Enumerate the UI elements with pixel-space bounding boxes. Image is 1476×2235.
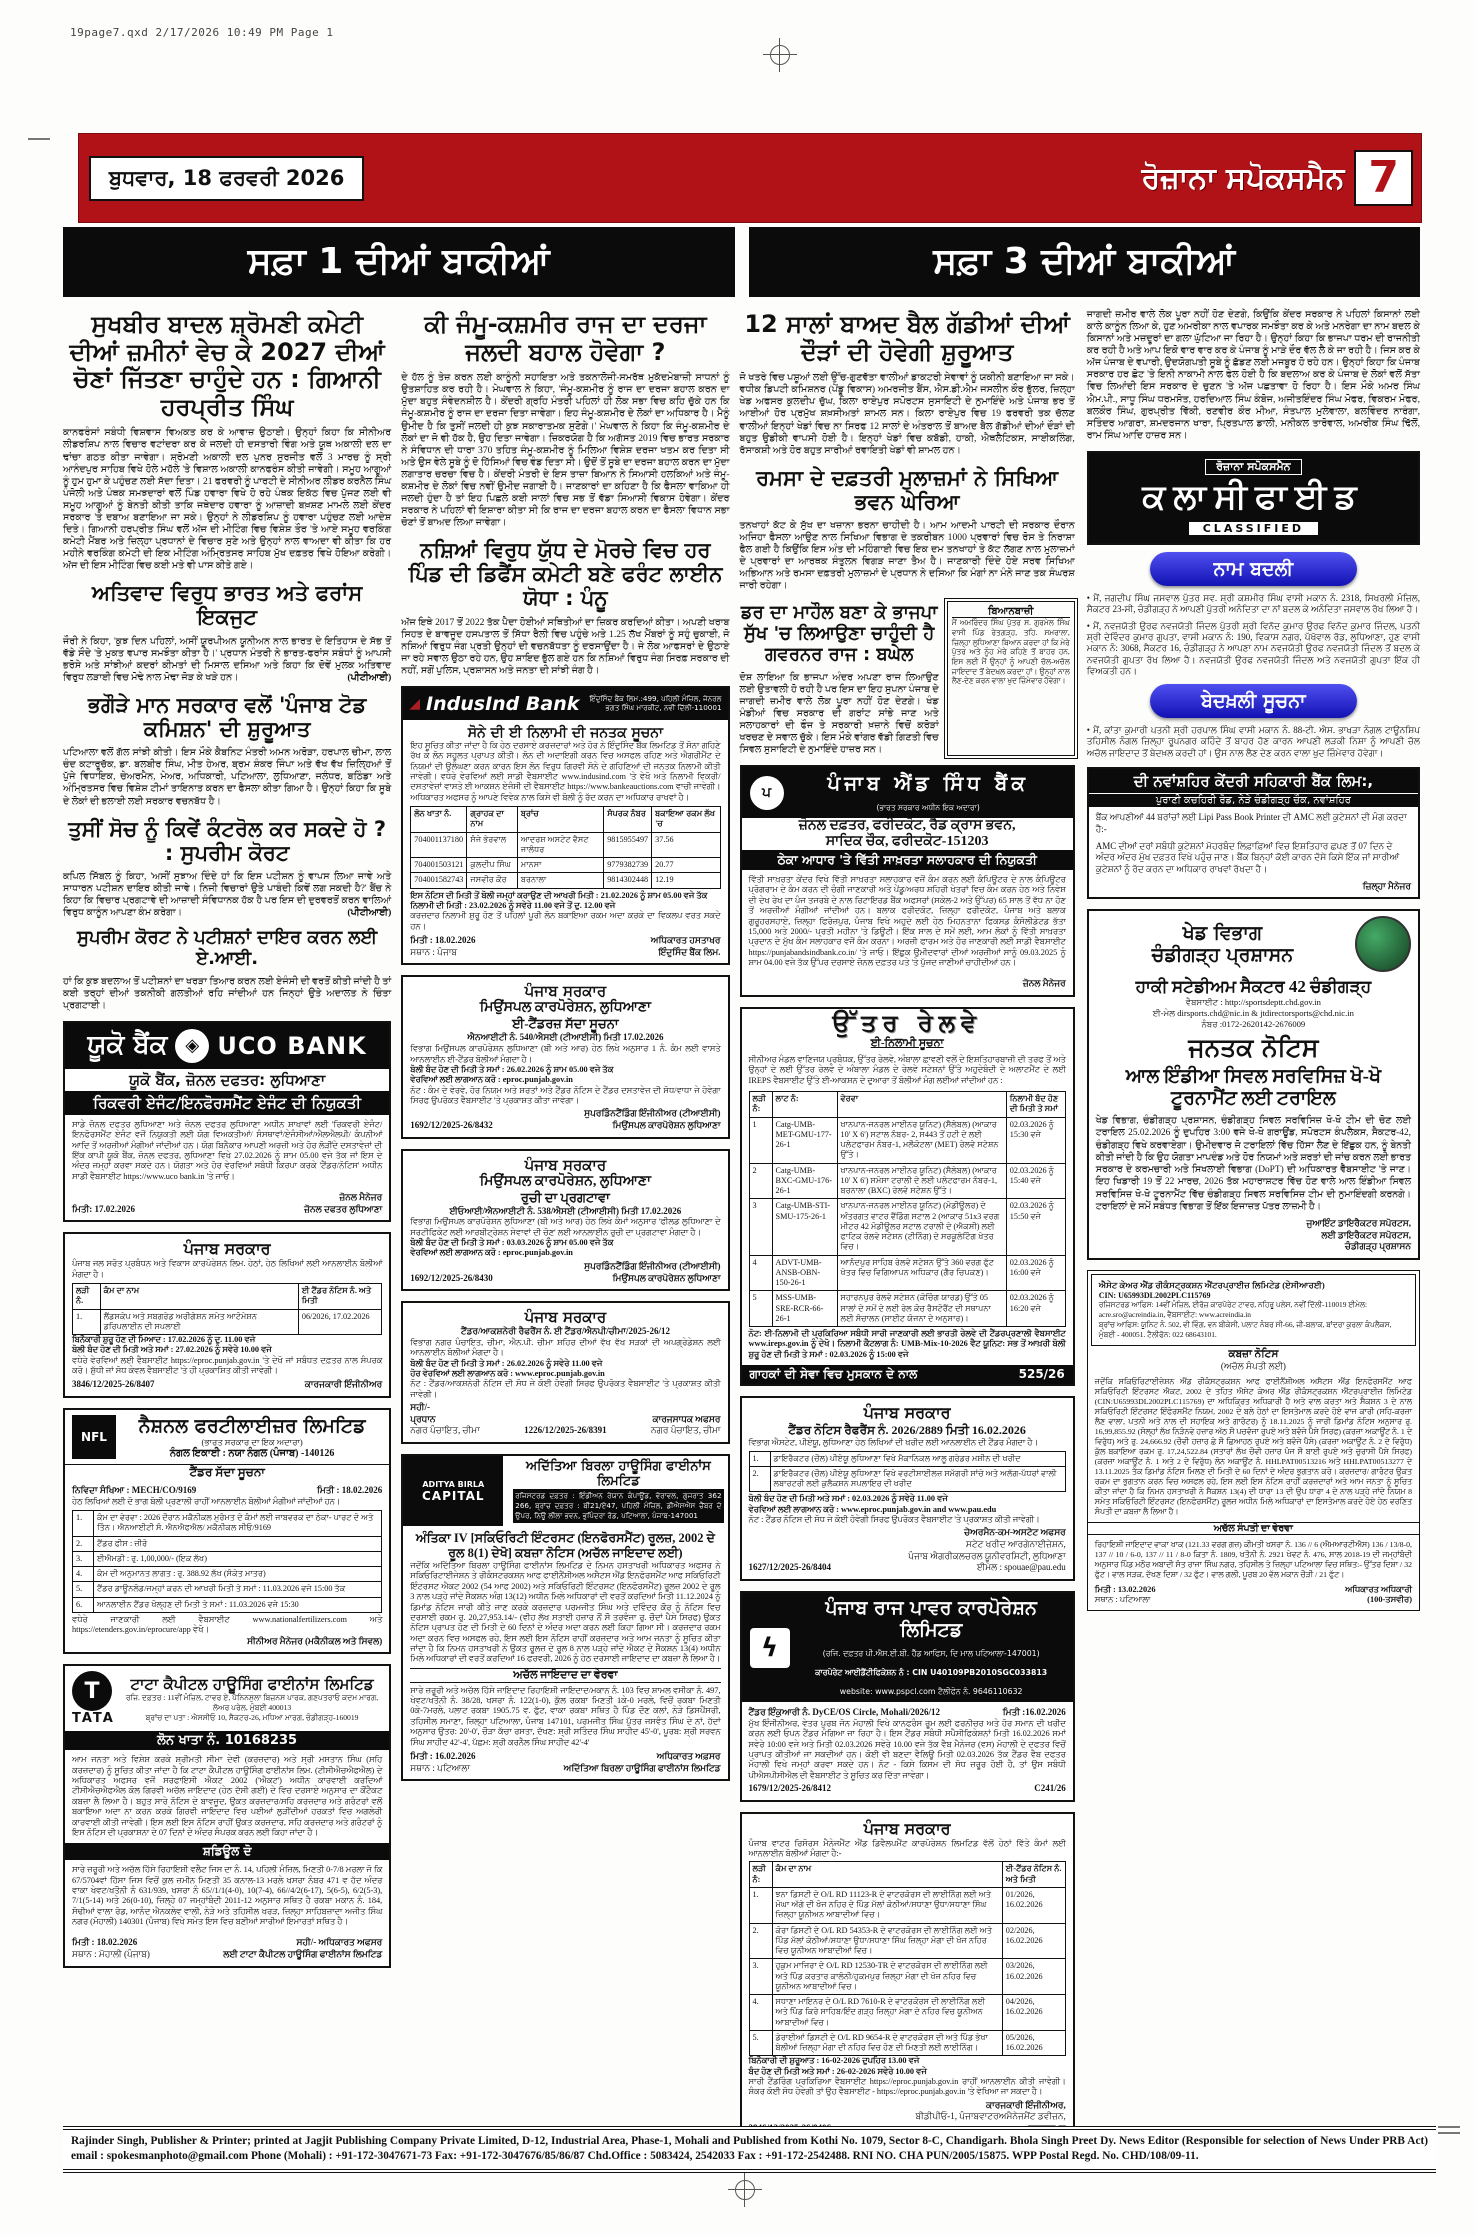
nfl-web-line: ਵਧੇਰੇ ਜਾਣਕਾਰੀ ਲਈ ਵੈਬਸਾਈਟ www.nationalfertilizers.com ਅਤੇ https://etenders.gov.in/eprocure/app ਵੇਖੋ। [72, 1614, 383, 1635]
psb-ad-title: ਠੇਕਾ ਆਧਾਰ 'ਤੇ ਵਿੱਤੀ ਸਾਖ਼ਰਤਾ ਸਲਾਹਕਾਰ ਦੀ ਨਿਯੁਕਤੀ [742, 850, 1073, 870]
sports-admin-name: ਚੰਡੀਗੜ੍ਹ ਪ੍ਰਸ਼ਾਸਨ [1151, 944, 1294, 967]
pspcl-logo-icon: ϟ [750, 1628, 790, 1668]
tender-table [72, 1283, 382, 1335]
tata-logo-icon: T TATA [72, 1671, 115, 1726]
tender-line: ਸਾਰੀ ਟੈਂਡਰਿੰਗ ਪ੍ਰਕਿਰਿਆ ਵੈਬਸਾਈਟ https://eproc.punjab.gov.in ਰਾਹੀਂ ਆਨਲਾਈਨ ਕੀਤੀ ਜਾਵੇਗੀ। ਸ਼ੰਕਰ ਕੋਈ ਸੋਧ ਹੋਵੇਗੀ ਤਾਂ ਉਹ ਵੈਬਸਾਈਟ - https://eproc.punjab.gov.in 'ਤੇ ਵੇਖਿਆ ਜਾ ਸਕਦਾ ਹੈ। [748, 2077, 1066, 2097]
acre-name: ਐਸੇਟ ਕੇਅਰ ਐਂਡ ਰੀਕੰਸਟ੍ਰਕਸ਼ਨ ਐਂਟਰਪ੍ਰਾਈਜ਼ ਲਿਮਿਟੇਡ (ਏਸੀਆਰਈ) [1098, 1280, 1325, 1291]
classified-brand-chip: ਰੋਜ਼ਾਨਾ ਸਪੋਕਸਮੈਨ [1205, 459, 1301, 475]
dept-title: ਮਿਉਂਸਪਲ ਕਾਰਪੋਰੇਸ਼ਨ, ਲੁਧਿਆਣਾ [479, 1173, 652, 1189]
classified-item: • ਮੈਂ, ਕਾਂਤਾ ਕੁਮਾਰੀ ਪਤਨੀ ਸ਼੍ਰੀ ਹਰਪਾਲ ਸਿੰਘ ਵਾਸੀ ਮਕਾਨ ਨੰ. 88-ਟੀ. ਐਸ. ਭਾਖੜਾ ਨੰਗਲ ਟਾਊਨਸ਼ਿਪ ਤਹਿਸੀਲ ਨੰਗਲ ਜ਼ਿਲ੍ਹਾ ਰੂਪਨਗਰ ਕਹਿੰਦੇ ਤੋਂ ਬਾਹਰ ਹੋਣ ਕਾਰਨ ਆਪਣੀ ਲੜਕੀ ਨਿਸ਼ਾ ਨੂੰ ਆਪਣੀ ਚੱਲ ਅਚੱਲ ਜਾਇਦਾਦ ਤੋਂ ਬੇਦਖ਼ਲ ਕਰਦੀ ਹਾਂ। ਉਸ ਨਾਲ ਲੈਣ ਦੇਣ ਕਰਨ ਵਾਲਾ ਖੁਦ ਜ਼ਿੰਮੇਵਾਰ ਹੋਵੇਗਾ। [1086, 725, 1421, 758]
page-number: 7 [1354, 150, 1413, 206]
govt-title: ਪੰਜਾਬ ਸਰਕਾਰ [524, 1308, 607, 1327]
article [63, 928, 391, 1012]
notice-ref: 1692/12/2025-26/8432 [410, 1120, 493, 1131]
article-headline: ਭਗੌੜੇ ਮਾਨ ਸਰਕਾਰ ਵਲੋਂ 'ਪੰਜਾਬ ਟੋਡ ਕਮਿਸ਼ਨ' ਦੀ ਸ਼ੁਰੂਆਤ [87, 692, 367, 742]
tender-line: ਬੰਦ ਹੋਣ ਦੀ ਮਿਤੀ ਅਤੇ ਸਮਾਂ : 26-02-2026 ਸਵੇਰੇ 10.00 ਵਜੇ [748, 2066, 927, 2076]
column-2 [401, 309, 729, 2121]
notice-ref: 1226/12/2025-26/8391 [524, 1425, 607, 1436]
column-1 [63, 309, 391, 2121]
article [740, 466, 1075, 593]
crop-mark [28, 138, 50, 140]
indusind-signature: ਅਧਿਕਾਰਤ ਹਸਤਾਖਰ ਇੰਦੁਸਿੰਦ ਬੈਂਕ ਲਿਮ. [650, 935, 721, 957]
article-continuation: ਜਾਗਦੀ ਜ਼ਮੀਰ ਵਾਲੇ ਲੋਕ ਪੂਰਾ ਨਹੀਂ ਹੋਣ ਦੇਣਗੇ, ਕਿਉਂਕਿ ਕੇਂਦਰ ਸਰਕਾਰ ਨੇ ਪਹਿਲਾਂ ਕਿਸਾਨਾਂ ਲਈ ਕਾਲੇ ਕਾਨੂੰਨ ਲਿਆ ਕੇ, ਹੁਣ ਅਮਰੀਕਾ ਨਾਲ ਵਪਾਰਕ ਸਮਝੌਤਾ ਕਰ ਕੇ ਅਤੇ ਮਨਰੇਗਾ ਦਾ ਨਾਮ ਬਦਲ ਕੇ ਕਿਸਾਨਾਂ ਅਤੇ ਮਜ਼ਦੂਰਾਂ ਦਾ ਗਲਾ ਘੁੱਟਿਆ ਜਾ ਰਿਹਾ ਹੈ। ਉਨ੍ਹਾਂ ਕਿਹਾ ਕਿ ਭਾਜਪਾ ਧਰਮ ਦੀ ਰਾਜਨੀਤੀ ਕਰ ਰਹੀ ਹੈ ਅਤੇ ਆਪ ਇਕੋ ਵਾਰ ਵਾਰ ਕਰ ਕੇ ਪੰਜਾਬ ਨੂੰ ਮਾੜੇ ਦੌਰ ਵੱਲ ਲੈ ਕੇ ਜਾ ਰਹੀ ਹੈ। ਜਿਸ ਕਰ ਕੇ ਅੱਜ ਪੰਜਾਬ ਦੇ ਵਪਾਰੀ, ਉਦਯੋਗਪਤੀ ਸੂਬੇ ਨੂੰ ਛੱਡਣ ਲਈ ਮਜਬੂਰ ਹੋ ਰਹੇ ਹਨ। ਉਨ੍ਹਾਂ ਕਿਹਾ ਕਿ ਪੰਜਾਬ ਸਰਕਾਰ ਹਰ ਛੋਟ 'ਤੇ ਇਨੀ ਨਾਕਾਮੀ ਨਾਲ ਫੇਲ ਹੋਈ ਹੈ ਕਿ ਬਦਲਾਅ ਕਰ ਕੇ ਪੰਜਾਬ ਦੇ ਲੋਕਾਂ ਵਲੋਂ ਸੱਤਾ ਵਿਚ ਲਿਆਂਦੀ ਇਸ ਸਰਕਾਰ ਦੇ ਚੁਣਨ 'ਤੇ ਅੱਜ ਪਛਤਾਵਾ ਹੋ ਰਿਹਾ ਹੈ। ਇਸ ਮੌਕੇ ਅਮਰ ਸਿੰਘ ਐਮ.ਪੀ., ਸਾਧੂ ਸਿੰਘ ਧਰਮਸੋਤ, ਹਰਦਿਆਲ ਸਿੰਘ ਕੰਬੋਜ, ਅਜੀਤਇੰਦਰ ਸਿੰਘ ਮੋਫਰ, ਵਿਕਰਮ ਮੋਫਰ, ਬਲਕੌਰ ਸਿੰਘ, ਗੁਰਪ੍ਰੀਤ ਵਿੱਕੀ, ਰਣਵੀਰ ਕੌਰ ਮੀਆ, ਸੰਤਪਾਲ ਮੁਲੇਵਾਲਾ, ਬਲਵਿੰਦਰ ਨਾਰੰਗਾ, ਸਤਿੰਦਰ ਆਗਰਾ, ਸ਼ਮਦਰਜਾਨ ਖਾਰਾ, ਪ੍ਰਿਤਪਾਲ ਡਾਲੀ, ਮਨੀਕਲ ਤਾਰੋਵਾਲ, ਅਮਰੀਕ ਸਿੰਘ ਢਿੱਲੋਂ, ਰਾਮ ਸਿੰਘ ਆਦਿ ਹਾਜ਼ਰ ਸਨ। [1086, 309, 1420, 441]
northern-railway-ad [740, 1007, 1075, 1386]
property-description: ਸਾਰੇ ਜ਼ਰੂਰੀ ਅਤੇ ਅਚੱਲ ਹਿੱਸੇ ਜਾਇਦਾਦ ਰਿਹਾਇਸ਼ੀ ਜਾਇਦਾਦ/ਮਕਾਨ ਨੰ. 103 ਵਿਚ ਸ਼ਾਮਲ ਵਸੀਕਾ ਨੰ. 497, ਖੇਵਟ/ਖਤੌਨੀ ਨੰ. 38/28, ਖਸਰਾ ਨੰ. 122(1-0), ਕੁੱਲ ਰਕਬਾ ਮਿਣਤੀ 1ਕੇ-0 ਮਰਲੇ, ਵਿਚੋਂ ਰਕਬਾ ਮਿਣਤੀ 0ਕੇ-7ਮਰਲੇ, ਪਲਾਟ ਰਕਬਾ 1905.75 ਵ. ਫੁੱਟ, ਵਾਕਾ ਰਕਬਾ ਸਥਿਤ ਹੈ ਪਿੰਡ ਦੌਣ ਕਲਾਂ, ਨੇੜੇ ਡਿਸਪੈਂਸਰੀ, ਤਹਿਸੀਲ ਸਮਾਣਾ, ਜ਼ਿਲ੍ਹਾ ਪਟਿਆਲਾ, ਪੰਜਾਬ 147101, ਪਰਮਜੀਤ ਸਿੰਘ ਪੁੱਤਰ ਜਸਵੰਤ ਸਿੰਘ ਦੇ ਨਾਂ, ਹੱਦਾਂ ਅਨੁਸਾਰ ਉਤਰ: 20'-0', ਚੌੜਾ ਕੱਚਾ ਰਸਤਾ, ਦੱਖਣ: ਸ਼੍ਰੀ ਸਤਿੰਦਰ ਸਿੰਘ ਸਾਹੀਦ 45'-0', ਪੂਰਬ: ਸ਼੍ਰੀ ਸਰਵਨ ਸਿੰਘ ਸਾਹੀਦ 42'-4', ਪੱਛਮ: ਸ਼੍ਰੀ ਕਰਨੈਲ ਸਿੰਘ ਸਾਹੀਦ 42'-4' [410, 1685, 721, 1747]
table-row: 704001503121 ਕੁਲਦੀਪ ਸਿੰਘ ਮਾਨਸਾ 9779382739 20.77 [411, 858, 720, 873]
article-headline: ਰਮਸਾ ਦੇ ਦਫ਼ਤਰੀ ਮੁਲਾਜ਼ਮਾਂ ਨੇ ਸਿਖਿਆ ਭਵਨ ਘੇਰਿਆ [756, 465, 1059, 514]
notice-body: ਵਿਭਾਗ ਮਿਉਂਸਪਲ ਕਾਰਪੋਰੇਸ਼ਨ ਲੁਧਿਆਣਾ (ਬੀ ਅਤੇ ਆਰ) ਹੇਠ ਲਿਖੇ ਕੰਮਾਂ ਅਨੁਸਾਰ 'ਫੀਲਡ ਲੁਧਿਆਣਾ ਦੇ ਸਰਟੀਫਿਕੇਟ ਲਈ ਆਰਬੀਟ੍ਰੇਸ਼ਨ ਸੇਵਾਵਾਂ ਦੀ ਚੋਣ' ਲਈ ਆਨਲਾਈਨ ਰੁਚੀ ਦਾ ਪ੍ਰਗਟਾਵਾ ਮੰਗਦਾ ਹੈ। [410, 1217, 721, 1237]
indusind-note: ਨਿਲਾਮੀ ਦੀ ਮਿਤੀ : 23.02.2026 ਨੂੰ ਸਵੇਰੇ 11.00 ਵਜੇ ਤੋਂ ਦੁ. 12.00 ਵਜੇ [410, 901, 616, 911]
pau-tender-ad [740, 1396, 1075, 1581]
tender-intro: ਪੰਜਾਬ ਵਾਟਰ ਰਿਸੋਰਸ ਮੈਨੇਜਮੈਂਟ ਐਂਡ ਡਿਵੈਲਪਮੈਂਟ ਕਾਰਪੋਰੇਸ਼ਨ ਲਿਮਟਿਡ ਵੱਲੋਂ ਹੇਠਾਂ ਵਿੱਤੇ ਕੰਮਾਂ ਲਈ ਆਨਲਾਈਨ ਬੋਲੀਆਂ ਮੰਗਦਾ ਹੈ:- [748, 1838, 1066, 1858]
agency-tag: (ਪੀਟੀਆਈ) [347, 671, 392, 683]
possession-date-place: ਮਿਤੀ : 13.02.2026 ਸਥਾਨ : ਪਟਿਆਲਾ [1094, 1584, 1156, 1604]
nit-no: ਐਨਆਈਟੀ ਨੰ. 540/ਐਸਈ (ਟੀਆਈਸੀ) ਮਿਤੀ 17.02.2026 [467, 1032, 664, 1043]
railway-table [749, 1091, 1066, 1327]
tata-loan-no: ਲੋਨ ਖਾਤਾ ਨੰ. 10168235 [65, 1731, 389, 1750]
nsb-name: ਦੀ ਨਵਾਂਸ਼ਹਿਰ ਕੇਂਦਰੀ ਸਹਿਕਾਰੀ ਬੈਂਕ ਲਿਮ:, [1089, 769, 1418, 793]
agency-tag: (ਪੀਟੀਆਈ) [347, 907, 392, 919]
notice-line: ਵੇਰਵਿਆਂ ਲਈ ਲਾਗਆਨ ਕਰੋ : eproc.punjab.gov.in [410, 1075, 573, 1085]
abhfl-name: ਅਦਿੱਤਿਆ ਬਿਰਲਾ ਹਾਊਸਿੰਗ ਫਾਈਨਾਂਸ ਲਿਮਟਿਡ [526, 1459, 711, 1490]
pspcl-ref: 1679/12/2025-26/8412 [748, 1782, 832, 1793]
nsb-body: AMC ਦੀਆਂ ਦਰਾਂ ਸਬੰਧੀ ਕੁਟੇਸ਼ਨਾਂ ਮੋਹਰਬੰਦ ਲਿਫ਼ਾਫ਼ਿਆਂ ਵਿਚ ਇਸ਼ਤਿਹਾਰ ਛਪਣ ਤੋਂ 07 ਦਿਨ ਦੇ ਅੰਦਰ ਅੰਦਰ ਮੁੱਖ ਦਫ਼ਤਰ ਵਿਖੇ ਪਹੁੰਚ ਜਾਣ। ਬੈਂਕ ਬਿਨ੍ਹਾਂ ਕੋਈ ਕਾਰਨ ਦੱਸੇ ਕਿਸੇ ਇੱਕ ਜਾਂ ਸਾਰੀਆਂ ਕੁਟੇਸ਼ਨਾਂ ਨੂੰ ਰੱਦ ਕਰਨ ਦਾ ਅਧਿਕਾਰ ਰਾਖਵਾਂ ਰੱਖਦਾ ਹੈ। [1095, 840, 1400, 874]
notice-line: ਵੇਰਵਿਆਂ ਲਈ ਲਾਗਆਨ ਕਰੋ : eproc.punjab.gov.in [410, 1248, 573, 1258]
crop-mark [1438, 2126, 1460, 2128]
notice-line: ਬੋਲੀ ਬੰਦ ਹੋਣ ਦੀ ਮਿਤੀ ਤੇ ਸਮਾਂ : 26.02.2026 ਨੂੰ ਸ਼ਾਮ 05.00 ਵਜੇ ਤੱਕ [410, 1064, 614, 1074]
notice-ref: 1692/12/2025-26/8430 [410, 1272, 493, 1283]
govt-title: ਪੰਜਾਬ ਸਰਕਾਰ [524, 1155, 607, 1174]
psb-address: ਸਾਦਿਕ ਚੌਕ, ਫਰੀਦਕੋਟ-151203 [825, 834, 989, 850]
govt-title: ਪੰਜਾਬ ਸਰਕਾਰ [863, 1403, 951, 1423]
indusind-bank-ad [401, 686, 729, 965]
nsb-address: ਪੁਰਾਣੀ ਕਚਹਿਰੀ ਰੋਡ, ਨੇੜੇ ਚੰਡੀਗੜ੍ਹ ਚੌਕ, ਨਵਾਂਸ਼ਹਿਰ [1089, 793, 1418, 807]
print-slug: 19page7.qxd 2/17/2026 10:49 PM Page 1 [70, 26, 334, 39]
govt-title: ਪੰਜਾਬ ਸਰਕਾਰ [863, 1818, 951, 1838]
sports-email: ਈ-ਮੇਲ dirsports.chd@nic.in & jtdirectorsports@chd.nic.in [1152, 1008, 1354, 1019]
notice-body: ਵਿਭਾਗ ਨਗਰ ਪੰਚਾਇਤ, ਚੀਮਾ, ਐਨ.ਪੀ. ਚੀਮਾ ਸ਼ਹਿਰ ਦੀਆਂ ਵੱਖ ਵੱਖ ਸੜਕਾਂ ਦੀ ਅਪਗ੍ਰੇਡੇਸ਼ਨ ਲਈ ਆਨਲਾਈਨ ਬੋਲੀਆਂ ਮੰਗਦਾ ਹੈ। [410, 1337, 721, 1358]
acre-cin: CIN: U65993DL2002PLC115769 [1098, 1291, 1211, 1301]
name-change-pill: ਨਾਮ ਬਦਲੀ [1150, 552, 1357, 586]
notice-line: ਹੋਰ ਵੇਰਵਿਆਂ ਲਈ ਲਾਗਆਨ ਕਰੋ : www.eproc.punjab.gov.in [410, 1368, 605, 1378]
punjab-govt-canal-tender-ad [740, 1812, 1075, 2142]
sports-dept-name: ਖੇਡ ਵਿਭਾਗ [1182, 922, 1263, 945]
table-row: 3 Catg-UMB-STI-SMU-175-26-1 ਖਾਨਪਾਨ-ਜਨਰਲ ਮਾਈਨਰ ਯੂਨਿਟ) (ਮੋਡੀਊਲਰ) ਦੇ ਅੰਤਰਗਤ ਵਾਟਰ ਵੈਂਡਿੰਗ ਸਟਾਲ 2 (ਆਕਾਰ 51x3 ਵਰਗ ਮੀਟਰ 42 ਮੋਡੀਊਲਰ ਸਟਾਲ ਟਰਾਲੀ ਦੇ (ਐਕਸੀ) ਲਈ ਫਾਟਿਕ ਰੇਲਵੇ ਸਟੇਸ਼ਨ (ਟੀਨਿੰਗ) ਦੇ ਸਰਕੂਲੇਟਿੰਗ ਖੇਤਰ ਵਿਚ। 02.03.2026 ਨੂੰ 15:50 ਵਜੇ [749, 1199, 1065, 1255]
tender-ref: 3846/12/2025-26/8407 [72, 1379, 155, 1390]
table-row: 1. ਲੈਂਡਸਕੇਪ ਅਤੇ ਸਬਗਰੇਡ ਅਰੀਗੇਸ਼ਨ ਸਮੇਤ ਆਟੋਮੇਸ਼ਨ ਡਰਿਪਲਾਈਨ ਦੀ ਸਪਲਾਈ 06/2026, 17.02.2026 [73, 1309, 382, 1335]
property-subhead: ਅਚੱਲ ਜਾਇਦਾਦ ਦਾ ਵੇਰਵਾ [410, 1668, 720, 1683]
article-headline: 12 ਸਾਲਾਂ ਬਾਅਦ ਬੈਲ ਗੱਡੀਆਂ ਦੀਆਂ ਦੌੜਾਂ ਦੀ ਹੋਵੇਗੀ ਸ਼ੁਰੂਆਤ [744, 310, 1070, 366]
table-row: 6. ਆਨਲਾਈਨ ਟੈਂਡਰ ਖੋਲ੍ਹਣ ਦੀ ਮਿਤੀ ਤੇ ਸਮਾਂ : 11.03.2026 ਵਜੇ 15:30 [73, 1597, 382, 1612]
table-row: 5. ਡੇਰਾਈਆਂ ਡਿਸਟੀ ਦੇ O/L RD 9654-R ਦੇ ਵਾਟਰਕੋਰਸ ਦੀ ਅਤੇ ਪਿੰਡ ਭੇਖਾ ਬੇਲੀਆਂ ਜ਼ਿਲ੍ਹਾ ਮੋਗਾ ਦੀ ਨਹਿਰ ਵਿਚ ਹੋਣ ਦੀ ਮਿਣਤੀ ਲਈ ਲਾਈਨਿੰਗ। 05/2026, 16.02.2026 [749, 2030, 1065, 2056]
sports-website: ਵੈਬਸਾਈਟ : http://sportsdeptt.chd.gov.in [1185, 997, 1321, 1008]
pspcl-body: ਮੁੱਖ ਇੰਜੀਨੀਅਰ, ਵੇਤਰ ਪੁਰਬ ਜੋਨ ਮੋਹਾਲੀ ਵਿਖੇ ਕਾਨਫਰੰਸ ਰੂਮ ਲਈ ਫਰਨੀਚਰ ਅਤੇ ਹੋਰ ਸਮਾਨ ਦੀ ਖਰੀਦ ਕਰਨ ਲਈ ਓਪਨ ਟੈਂਡਰ ਮੰਗਿਆ ਜਾ ਰਿਹਾ ਹੈ। ਇਸ ਟੈਂਡਰ ਸਬੰਧੀ ਸਪੈਸੀਫਿਕੇਸ਼ਨਾਂ ਮਿਤੀ 16.02.2026 ਸਮਾਂ ਸਵੇਰੇ 10:00 ਵਜੇ ਅਤੇ ਮਿਤੀ 02.03.2026 ਸਵੇਰੇ 10.00 ਵਜੇ ਤੱਕ ਵੈਬ ਮੈਨੇਜਰ (ਵਸ) ਮੋਹਾਲੀ ਦੇ ਦਫਤਰ ਵਿਚੋਂ ਪ੍ਰਾਪਤ ਕੀਤੀਆਂ ਜਾ ਸਕਦੀਆਂ ਹਨ। ਕੋਈ ਵੀ ਬਣਦਾ ਵੈਲਿਊ ਮਿਤੀ 02.03.2026 ਤੱਕ ਟੈਂਡਰ ਵੈਬ ਦਫਤਰ ਮੋਹਾਲੀ ਵਿਖੇ ਜਮ੍ਹਾਂ ਕਰਵਾ ਸਕਦੇ ਹਨ। ਨੋਟ - ਕਿਸੇ ਕਿਸਮ ਦੀ ਸੋਧ ਜ਼ਰੂਰ ਹੋਈ ਹੈ, ਤਾਂ ਉਸ ਸਬੰਧੀ ਪੀਐਸਪੀਸੀਐਲ ਦੀ ਵੈਬਸਾਈਟ ਤੇ ਸੂਚਿਤ ਕਰ ਦਿੱਤਾ ਜਾਵੇਗਾ। [748, 1718, 1066, 1780]
tender-signature: ਚੇਅਰਮੈਨ-ਕਮ-ਅਸਟੇਟ ਅਫਸਰ ਸਟੇਟ ਖਰੀਦ ਆਰਗੇਨਾਈਜ਼ੇਸ਼ਨ, ਪੰਜਾਬ ਐਗਰੀਕਲਚਰਲ ਯੂਨੀਵਰਸਿਟੀ, ਲੁਧਿਆਣਾ ਈਮੇਲ : spouae@pau.edu [908, 1527, 1066, 1573]
article [63, 693, 391, 808]
table-row: 3. ਹੁਕੁਮ ਮਾਜਿਰਾ ਦੇ O/L RD 12530-TR ਦੇ ਵਾਟਰਕੋਰਸ ਦੀ ਲਾਈਨਿੰਗ ਲਈ ਅਤੇ ਪਿੰਡ ਕਰਤਾਰ ਕਾਲੋਨੀ/ਹੁਕਮਪੁਰ ਜ਼ਿਲ੍ਹਾ ਮੋਗਾ ਦੀ ਖੋਜ ਨਹਿਰ ਵਿਚ ਯੂਨੀਅਨ ਆਬਾਦੀਆਂ ਵਿਚ। 03/2026, 16.02.2026 [749, 1959, 1065, 1995]
article-headline: ਤੁਸੀਂ ਸੋਚ ਨੂੰ ਕਿਵੇਂ ਕੰਟਰੋਲ ਕਰ ਸਕਦੇ ਹੋ ? : ਸੁਪਰੀਮ ਕੋਰਟ [68, 816, 387, 865]
nfl-sub1: (ਭਾਰਤ ਸਰਕਾਰ ਦਾ ਇਕ ਅਦਾਰਾ) [201, 1437, 303, 1448]
tata-date-place: ਮਿਤੀ : 18.02.2026 ਸਥਾਨ : ਮੋਹਾਲੀ (ਪੰਜਾਬ) [72, 1937, 150, 1960]
tender-signature: ਕਾਰਜਕਾਰੀ ਇੰਜੀਨੀਅਰ [304, 1379, 383, 1390]
article-headline: ਸੁਪਰੀਮ ਕੋਰਟ ਨੇ ਪਟੀਸ਼ਨਾਂ ਦਾਇਰ ਕਰਨ ਲਈ ਏ.ਆਈ. [77, 927, 378, 969]
tender-line: ਬੋਲੀ ਬੰਦ ਹੋਣ ਦੀ ਮਿਤੀ ਅਤੇ ਸਮਾਂ : 27.02.2026 ਨੂੰ ਸਵੇਰੇ 10.00 ਵਜੇ [72, 1345, 272, 1355]
table-row: 1 Catg-UMB-MET-GMU-177-26-1 ਖਾਨਪਾਨ-ਜਨਰਲ ਮਾਈਨਰ ਯੂਨਿਟ) (ਸੈਲੇਬਲ) (ਆਕਾਰ 10' X 6') ਸਟਾਲ ਨੰਬਰ- 2, ਸ443 ਤੋਂ ਹਟੀ ਦੇ ਲਈ ਪਲੇਟਫਾਰਮ ਨੰਬਰ-1, ਮਲੌਕੋਟਲਾ (MET) ਰੇਲਵੇ ਸਟੇਸ਼ਨ ਉੱਤੇ। 02.03.2026 ਨੂੰ 15:30 ਵਜੇ [749, 1117, 1065, 1163]
nit-no: ਈਓਆਈ/ਐਨਆਈਟੀ ਨੰ. 538/ਐਸਈ (ਟੀਆਈਸੀ) ਮਿਤੀ 17.02.2026 [449, 1205, 682, 1216]
tender-line: ਵੇਰਵਿਆਂ ਲਈ ਲਾਗਆਨ ਕਰੋ : www.eproc.punjab.gov.in and www.pau.edu [748, 1504, 997, 1514]
th: ਵੇਰਵਾ [837, 1092, 1006, 1118]
indusind-title: ਸੋਨੇ ਦੀ ਈ ਨਿਲਾਮੀ ਦੀ ਜਨਤਕ ਸੂਚਨਾ [467, 725, 664, 742]
imprint-line: Rajinder Singh, Publisher & Printer; printed at Jagjit Publishing Company Private Limited, D-12, Industrial Area, Phase-1, Mohali and Published from Kothi No. 1079, Sector 8-C, Chandigarh. Bhola Singh Preet Dy. News Editor (Responsible for selection of News Under PRB Act) email : spokesmanphoto@gmail.com Phone (Mohali) : +91-172-3047671-73 Fax: +91-172-3047676/85/86/87 Chd.Office : 5083424, 2542033 Fax : +91-172-2542488. RNI NO. CHA PUN/2005/15875. WPP Postal Regd. No. CHD/108/09-11. [63, 2126, 1436, 2173]
column-4 [1087, 309, 1420, 2121]
uco-ad-title: ਰਿਕਵਰੀ ਏਜੰਟ/ਇਨਫੋਰਸਮੈਂਟ ਏਜੰਟ ਦੀ ਨਿਯੁਕਤੀ [65, 1091, 389, 1115]
railway-slogan: ਗਾਹਕਾਂ ਦੀ ਸੇਵਾ ਵਿਚ ਮੁਸਕਾਨ ਦੇ ਨਾਲ [749, 1367, 918, 1382]
indusind-address: ਇੰਦੁਸਿੰਦ ਬੈਂਕ ਲਿਮ.:499, ਪਹਿਲੀ ਮੰਜ਼ਿਲ, ਜੇਨਰਲ ਭਗਤ ਸਿੰਘ ਮਾਰਕੀਟ, ਨਵੀਂ ਦਿੱਲੀ-110001 [589, 694, 722, 713]
crop-mark [1438, 2132, 1460, 2134]
nawanshahr-bank-ad [1087, 767, 1420, 899]
govt-title: ਪੰਜਾਬ ਸਰਕਾਰ [524, 982, 607, 1001]
article-body: ਜੋ ਖਤਰੇ ਵਿਚ ਪਸ਼ੂਆਂ ਲਈ ਉੱਚ-ਗੁਣਵੱਤਾ ਵਾਲੀਆਂ ਡਾਕਟਰੀ ਸੇਵਾਵਾਂ ਨੂੰ ਯਕੀਨੀ ਬਣਾਇਆ ਜਾ ਸਕੇ। ਵਧੀਕ ਡਿਪਟੀ ਕਮਿਸ਼ਨਰ (ਪੇਂਡੂ ਵਿਕਾਸ) ਅਮਰਜੀਤ ਬੈਂਸ, ਐਸ.ਡੀ.ਐਮ ਜਸਲੀਨ ਕੌਰ ਭੁੱਲਰ, ਜ਼ਿਲ੍ਹਾ ਖੇਡ ਅਫਸਰ ਕੁਲਦੀਪ ਚੁੱਘ, ਕਿਲਾ ਰਾਏਪੁਰ ਸਪੋਰਟਸ ਸੁਸਾਇਟੀ ਦੇ ਨੁਮਾਇੰਦੇ ਅਤੇ ਪੰਜਾਬ ਭਰ ਤੋਂ ਆਈਆਂ ਹੋਰ ਪ੍ਰਮੁੱਖ ਸ਼ਖ਼ਸੀਅਤਾਂ ਸ਼ਾਮਲ ਸਨ। ਕਿਲਾ ਰਾਏਪੁਰ ਵਿਚ 19 ਫਰਵਰੀ ਤਕ ਚੱਲਣ ਵਾਲੀਆਂ ਇਨ੍ਹਾਂ ਖੇਡਾਂ ਵਿਚ ਨਾ ਸਿਰਫ 12 ਸਾਲਾਂ ਦੇ ਅੰਤਰਾਲ ਤੋਂ ਬਾਅਦ ਬੈਲ ਗੱਡੀਆਂ ਦੀਆਂ ਦੌੜਾਂ ਦੀ ਬਹੁਤ ਉਡੀਕੀ ਵਾਪਸੀ ਹੋਈ ਹੈ। ਇਨ੍ਹਾਂ ਖੇਡਾਂ ਵਿਚ ਕਬੱਡੀ, ਹਾਕੀ, ਐਥਲੈਟਿਕਸ, ਸਾਈਕਲਿੰਗ, ਰੱਸਾਕਸ਼ੀ ਅਤੇ ਹੋਰ ਬਹੁਤ ਸਾਰੀਆਂ ਰਵਾਇਤੀ ਖੇਡਾਂ ਵੀ ਸ਼ਾਮਲ ਹਨ। [739, 372, 1075, 456]
table-row: 4. ਸਧਾਣਾ ਮਾਇਨਰ ਦੇ O/L RD 7610-R ਦੇ ਵਾਟਰਕੋਰਸ ਦੀ ਲਾਈਨਿੰਗ ਲਈ ਅਤੇ ਪਿੰਡ ਕਿਰੇ ਸਾਹਿਬ/ਇੰਦ ਗੜ੍ਹ ਜ਼ਿਲ੍ਹਾ ਮੋਗਾ ਦੇ ਨਹਿਰ ਵਿਚ ਯੂਨੀਅਨ ਆਬਾਦੀਆਂ ਵਿਚ। 04/2026, 16.02.2026 [749, 1995, 1065, 2031]
article-with-box [740, 601, 1075, 756]
punjab-sind-bank-ad [740, 765, 1075, 997]
sports-dept-logo-icon [1355, 916, 1411, 972]
table-row: 3. ਈਐਮਡੀ : ਰੁ. 1,00,000/- (ਇਕ ਲੱਖ) [73, 1551, 382, 1566]
paper-brand: ਰੋਜ਼ਾਨਾ ਸਪੋਕਸਮੈਨ [1141, 160, 1345, 196]
statement-classified-box [947, 601, 1075, 756]
section-header-page1: ਸਫ਼ਾ 1 ਦੀਆਂ ਬਾਕੀਆਂ [63, 227, 735, 297]
tender-line: ਵਧੇਰੇ ਵੇਰਵਿਆਂ ਲਈ ਵੈਬਸਾਈਟ https://eproc.punjab.gov.in 'ਤੇ ਦੇਖੋ ਜਾਂ ਸਬੰਧਤ ਦਫ਼ਤਰ ਨਾਲ ਸੰਪਰਕ ਕਰੋ। ਸ਼ੁੱਧੀ ਜਾਂ ਸੋਧ ਕੇਵਲ ਵੈਬਸਾਈਟ 'ਤੇ ਹੀ ਪ੍ਰਕਾਸ਼ਿਤ ਕੀਤੀ ਜਾਵੇਗੀ। [72, 1355, 383, 1376]
th: ਸੰਪਰਕ ਨੰਬਰ [604, 807, 652, 833]
uco-english-name: UCO BANK [217, 1031, 367, 1060]
article [63, 581, 391, 684]
sports-body: ਖੇਡ ਵਿਭਾਗ, ਚੰਡੀਗੜ੍ਹ ਪ੍ਰਸ਼ਾਸਨ, ਚੰਡੀਗੜ੍ਹ ਸਿਵਲ ਸਰਵਿਸਿਜ਼ ਖੋ-ਖੋ ਟੀਮ ਦੀ ਚੋਣ ਲਈ ਟਰਾਇਲ 25.02.2026 ਨੂੰ ਦੁਪਹਿਰ 3:00 ਵਜੇ ਖੋ-ਖੋ ਗਰਾਊਂਡ, ਸਪੋਰਟਸ ਕੰਪਲੈਕਸ, ਸੈਕਟਰ-42, ਚੰਡੀਗੜ੍ਹ ਵਿਖੇ ਕਰਵਾਏਗਾ। ਉਮੀਦਵਾਰ ਜੋ ਟਰਾਇਲਾਂ ਵਿੱਚ ਹਿੱਸਾ ਲੈਣ ਦੇ ਇੱਛੁਕ ਹਨ, ਨੂੰ ਬੇਨਤੀ ਕੀਤੀ ਜਾਂਦੀ ਹੈ ਕਿ ਉਹ ਯੋਗਤਾ ਮਾਪਦੰਡ ਅਤੇ ਹੋਰ ਨਿਯਮਾਂ ਅਤੇ ਸ਼ਰਤਾਂ ਦੀ ਜਾਂਚ ਕਰਨ ਲਈ ਭਾਰਤ ਸਰਕਾਰ ਦੇ ਕਰਮਚਾਰੀ ਅਤੇ ਸਿਖਲਾਈ ਵਿਭਾਗ (DoPT) ਦੀ ਅਧਿਕਾਰਤ ਵੈੱਬਸਾਈਟ 'ਤੇ ਜਾਣ। ਇਹ ਖਿਡਾਰੀ 19 ਤੋਂ 22 ਮਾਰਚ, 2026 ਤੱਕ ਮਹਾਰਾਸ਼ਟਰ ਵਿੱਚ ਹੋਣ ਵਾਲੇ ਆਲ ਇੰਡੀਆ ਸਿਵਲ ਸਰਵਿਸਿਜ਼ ਖੋ-ਖੋ ਟੂਰਨਾਮੈਂਟ ਵਿੱਚ ਚੰਡੀਗੜ੍ਹ ਸਿਵਲ ਸਰਵਿਸਿਜ਼ ਟੀਮ ਦੀ ਨੁਮਾਇੰਦਗੀ ਕਰਨਗੇ। ਟਰਾਇਲਾਂ ਦੇ ਸਮੇਂ ਸਬੰਧਤ ਵਿਭਾਗ ਤੋਂ ਇੱਕ ਇਜਾਜ਼ਤ ਪੱਤਰ ਲਾਜ਼ਮੀ ਹੈ। [1095, 1116, 1411, 1212]
notice-line: ਨੋਟ : ਕੰਮ ਦੇ ਵੇਰਵੇ, ਹੋਰ ਨਿਯਮ ਅਤੇ ਸ਼ਰਤਾਂ ਅਤੇ ਟੈਂਡਰ ਨੋਟਿਸ ਦੇ ਟੈਂਡਰ ਦਸਤਾਵੇਜ਼ ਦੀ ਸੋਧ/ਵਾਧਾ ਜੇ ਹੋਵੇਗਾ ਸਿਰਫ ਉਪਰੋਕਤ ਵੈਬਸਾਈਟ 'ਤੇ ਪ੍ਰਕਾਸ਼ਤ ਕੀਤਾ ਜਾਵੇਗਾ। [410, 1085, 721, 1105]
nfl-tender-no: ਨਿਵਿਦਾ ਸੰਖਿਆ : MECH/CO/9169 [72, 1485, 197, 1496]
sports-phone: ਨੰਬਰ :0172-2620142-2676009 [1201, 1019, 1306, 1030]
registration-mark-icon [728, 2173, 762, 2207]
pspcl-cin: ਕਾਰਪੋਰੇਟ ਆਈਡੈਂਟੀਫਿਕੇਸ਼ਨ ਨੰ : CIN U40109PB2010SGC033813 [815, 1668, 1048, 1678]
notice-body: ਵਿਭਾਗ ਮਿਉਂਸਪਲ ਕਾਰਪੋਰੇਸ਼ਨ ਲੁਧਿਆਣਾ (ਬੀ ਅਤੇ ਆਰ) ਹੇਠ ਲਿਖੇ ਅਨੁਸਾਰ 1 ਨੰ. ਕੰਮ ਲਈ ਵਾਸਤੇ ਆਨਲਾਈਨ ਈ-ਟੈਂਡਰ ਬੋਲੀਆਂ ਮੰਗਦਾ ਹੈ। [410, 1044, 721, 1064]
article [63, 311, 391, 572]
tata-name: ਟਾਟਾ ਕੈਪੀਟਲ ਹਾਊਸਿੰਗ ਫਾਈਨਾਂਸ ਲਿਮਟਿਡ [130, 1674, 374, 1693]
tender-line: ਬਿਨੈਕਾਰੀ ਦੀ ਸ਼ੁਰੂਆਤ : 16-02-2026 ਦੁਪਹਿਰ 13.00 ਵਜੇ [748, 2056, 920, 2066]
box-body: ਮੈਂ ਅਮਰਿੰਦਰ ਸਿੰਘ ਪੁੱਤਰ ਸ. ਗੁਰਮੇਲ ਸਿੰਘ ਵਾਸੀ ਪਿੰਡ ਰੇਤਗੜ੍ਹ, ਤਹਿ. ਸਮਰਾਲਾ, ਜ਼ਿਲ੍ਹਾ ਲੁਧਿਆਣਾ ਬਿਆਨ ਕਰਦਾ ਹਾਂ ਕਿ ਮੇਰੇ ਪੁੱਤਰ ਅਤੇ ਨੂੰਹ ਮੇਰੇ ਕਹਿਣੇ ਤੋਂ ਬਾਹਰ ਹਨ, ਇਸ ਲਈ ਮੈਂ ਉਨ੍ਹਾਂ ਨੂੰ ਆਪਣੀ ਚੱਲ-ਅਚੱਲ ਜਾਇਦਾਦ ਤੋਂ ਬੇਦਖ਼ਲ ਕਰਦਾ ਹਾਂ। ਉਨ੍ਹਾਂ ਨਾਲ ਲੈਣ-ਦੇਣ ਕਰਨ ਵਾਲਾ ਖੁਦ ਜ਼ਿੰਮੇਵਾਰ ਹੋਵੇਗਾ। [951, 618, 1070, 686]
abhfl-address: ਰਜਿਸਟਰਡ ਦਫ਼ਤਰ : ਇੰਡੀਅਨ ਰੇਯਾਨ ਕੰਪਾਊਂਡ, ਵੇਰਾਵਲ, ਗੁਜਰਾਤ 362 266, ਬ੍ਰਾਂਚ ਦਫ਼ਤਰ : ਬੀ21/ਏ47, ਪਹਿਲੀ ਮੰਜ਼ਿਲ, ਡੀਐਸਐਸ ਚੈਂਬਰ ਦੇ ਉਪਰ, ਨਿਊ ਲੀਲਾ ਭਵਨ, ਭੁਪਿੰਦਰਾ ਰੋਡ, ਪਟਿਆਲਾ, ਪੰਜਾਬ-147001 [513, 1489, 723, 1523]
mc-ludhiana-etender-ad [401, 975, 729, 1138]
possession-body: ਜਦੋਂਕਿ ਸਕਿਓਰਿਟਾਈਜ਼ੇਸ਼ਨ ਐਂਡ ਰੀਕੰਸਟ੍ਰਕਸ਼ਨ ਆਫ ਫਾਈਨੈਂਸ਼ੀਅਲ ਅਸੈਟਸ ਐਂਡ ਇਨਫੋਰਸਮੈਂਟ ਆਫ ਸਕਿਓਰਿਟੀ ਇੰਟਰਸਟ ਐਕਟ, 2002 ਦੇ ਤਹਿਤ ਐਸੇਟ ਕੇਅਰ ਐਂਡ ਰੀਕੰਸਟ੍ਰਕਸ਼ਨ ਐਂਟਰਪ੍ਰਾਈਜ਼ ਲਿਮਿਟੇਡ (CIN:U65993DL2002PLC115769) ਦਾ ਅਧਿਕ੍ਰਿਤ ਅਧਿਕਾਰੀ ਹੈ ਅਤੇ ਵਾਲ ਕਰਤਾ ਅਤੇ ਸੈਕਸ਼ਨ 3 ਦੇ ਨਾਲ ਸਕਿਓਰਿਟੀ ਇੰਟਰਸਟ ਇੰਫੋਰਸਮੈਂਟ ਨਿਯਮ, 2002 ਦੇ ਬਲੇ ਹੇਠਾਂ ਦਾ ਇਸਤੇਮਾਲ ਕਰਦੇ ਹੋਏ ਵਾਜ ਕਾਰੀ (ਸਹਿ-ਕਰਜ਼ਾ ਲੈਣ ਵਾਲਾ, ਪਤਨੀ ਅਤੇ ਨਾਲ ਦੀ ਸਹਾਇਕ ਅਤੇ ਗਾਰੰਟਰ) ਨੂੰ 18.11.2025 ਨੂੰ ਜਾਰੀ ਡਿਮਾਂਡ ਨੋਟਿਸ ਅਨੁਸਾਰ ਰੁ. 16,99,855.92 (ਸੋਲ੍ਹਾਂ ਲੱਖ ਨਿੜੰਨਵੇ ਹਜ਼ਾਰ ਅੱਠ ਸੌ ਪਚਵੰਜਾ ਰੁਪਏ ਅਤੇ ਬਵੰਜੇ ਪੈਸੇ ਸਿਰਫ) (ਕਰਜ਼ਾ ਅਕਾਊਂਟ ਨੰ. 1 ਦੇ ਵਿਰੁੱਧ) ਅਤੇ ਰੁ. 24,666.92 (ਚੌਵੀ ਹਜ਼ਾਰ ਛੇ ਸੌ ਛਿਆਹਠ ਰੁਪਏ ਅਤੇ ਬਵੰਜੇ ਪੈਸੇ) (ਕਰਜ਼ਾ ਅਕਾਊਂਟ ਨੰ. 2 ਦੇ ਵਿਰੁੱਧ) ਕੁੱਲ ਬਕਾਇਆ ਰਕਮ ਰੁ. 17,24,522.84 (ਸਤਾਰਾਂ ਲੱਖ ਚੌਵੀ ਹਜ਼ਾਰ ਪੰਜ ਸੌ ਬਾਈ ਰੁਪਏ ਅਤੇ ਚੁਰਾਸੀ ਪੈਸੇ ਸਿਰਫ) (ਕਰਜ਼ਾ ਅਕਾਊਂਟ ਨੰ. 1 ਅਤੇ 2 ਦੇ ਵਿਰੁੱਧ) ਲੋਨ ਅਕਾਊਂਟ ਨੰ. HHLPAT00513216 ਅਤੇ HHLPAT00513277 ਦੇ 13.11.2025 ਤੱਕ ਡਿਮਾਂਡ ਨੋਟਿਸ ਮਿਲਣ ਦੀ ਮਿਤੀ ਦੇ 60 ਦਿਨਾਂ ਦੇ ਅੰਦਰ ਭੁਗਤਾਨ ਕਰੋ। ਕਰਜ਼ਦਾਰ/ ਗਾਰੰਟਰ ਉਕਤ ਰਕਮ ਦਾ ਭੁਗਤਾਨ ਕਰਨ ਵਿਚ ਅਸਫਲ ਰਹੇ, ਇਸ ਲਈ ਇਸ ਨੋਟਿਸ ਰਾਹੀਂ ਕਰਜ਼ਦਾਰਾਂ ਅਤੇ ਆਮ ਜਨਤਾ ਨੂੰ ਸੂਚਿਤ ਕੀਤਾ ਜਾਂਦਾ ਹੈ ਕਿ ਨਿਮਨ ਹਸਤਾਖਰੀ ਨੇ ਸੈਕਸ਼ਨ 13(4) ਦੀ ਧਾਰਾ 13 ਦੀ ਉਪ ਧਾਰਾ 4 ਦੇ ਨਾਲ ਪੜ੍ਹੇ ਜਾਂਦੇ ਨਿਯਮ 8 ਸਮੇਤ ਸਕਿਓਰਿਟੀ ਇੰਟਰਸਟ (ਇਨਫੋਰਸਮੈਂਟ) ਰੂਲਜ਼ ਅਧੀਨ ਮਿਲੇ ਅਧਿਕਾਰਾਂ ਦਾ ਇਸਤੇਮਾਲ ਕਰਦੇ ਹੋਏ ਹੇਠ ਵਰਣਿਤ ਸੰਪਤੀ ਦਾ ਕਬਜ਼ਾ ਲੈ ਲਿਆ ਹੈ। [1094, 1377, 1412, 1516]
notice-title: ਈ-ਟੈਂਡਰਜ਼ ਸੱਦਾ ਸੂਚਨਾ [512, 1016, 619, 1032]
uco-ad-body: ਸਾਡੇ ਜ਼ੋਨਲ ਦਫਤਰ ਲੁਧਿਆਣਾ ਅਤੇ ਜ਼ੋਨਲ ਦਫਤਰ ਲੁਧਿਆਣਾ ਅਧੀਨ ਸ਼ਾਖਾਵਾਂ ਲਈ 'ਰਿਕਵਰੀ ਏਜੰਟ/ ਇਨਫੋਰਸਮੈਂਟ ਏਜੰਟ ਵਜੋਂ ਨਿਯੁਕਤੀ ਲਈ ਯੋਗ ਵਿਅਕਤੀਆਂ/ ਸੰਸਥਾਵਾਂ/ਏਜੰਸੀਆਂ/ਐਲਐਲਪੀ/ ਕੰਪਨੀਆਂ ਆਦਿ ਤੋਂ ਅਰਜ਼ੀਆਂ ਮੰਗੀਆਂ ਜਾਂਦੀਆਂ ਹਨ। ਯੋਗ ਬਿਨੈਕਾਰ ਆਪਣੀ ਅਰਜ਼ੀ ਅਤੇ ਹੋਰ ਲੋੜੀਂਦੇ ਦਸਤਾਵੇਜ਼ਾਂ ਦੀ ਇੱਕ ਕਾਪੀ ਯੂਕੋ ਬੈਂਕ, ਜ਼ੋਨਲ ਦਫਤਰ, ਲੁਧਿਆਣਾ ਵਿਖੇ 27.02.2026 ਨੂੰ ਸ਼ਾਮ 05.00 ਵਜੇ ਤੱਕ ਜਾਂ ਇਸ ਦੇ ਅੰਦਰ ਜਮ੍ਹਾਂ ਕਰਵਾ ਸਕਦੇ ਹਨ। ਯੋਗਤਾ ਅਤੇ ਹੋਰ ਵੇਰਵਿਆਂ ਸਬੰਧੀ ਕਿਰਪਾ ਕਰਕੇ 'ਟੈਂਡਰ/ਨੋਟਿਸ' ਅਧੀਨ ਸਾਡੀ ਵੈਬਸਾਈਟ https://www.uco bank.in 'ਤੇ ਜਾਓ। [72, 1119, 383, 1181]
th: ਲੋਨ ਖਾਤਾ ਨੰ. [411, 807, 467, 833]
table-row: 704001137180 ਸੰਜੇ ਭੇਰਵਾਲ ਆਦਰਸ਼ ਅਸਟੇਟ ਵੈਸਟ ਜਾਲੰਧਰ 9815955497 37.56 [411, 832, 720, 858]
pspcl-name: ਪੰਜਾਬ ਰਾਜ ਪਾਵਰ ਕਾਰਪੋਰੇਸ਼ਨ ਲਿਮਿਟਡ [825, 1597, 1037, 1642]
nfl-name: ਨੈਸ਼ਨਲ ਫਰਟੀਲਾਈਜ਼ਰ ਲਿਮਟਿਡ [138, 1415, 366, 1438]
tender-line: ਬਿਨੈਕਾਰੀ ਸ਼ੁਰੂ ਹੋਣ ਦੀ ਮਿਆਦ : 17.02.2026 ਨੂੰ ਦੁ. 11.00 ਵਜੇ [72, 1335, 256, 1345]
table-row: 4 ADVT-UMB-ANSB-OBN-150-26-1 ਆਨੰਦਪੁਰ ਸਾਹਿਬ ਰੇਲਵੇ ਸਟੇਸ਼ਨ ਉੱਤੇ 360 ਵਰਗ ਫੁੱਟ ਖੇਤਰ ਵਿਚ ਵਿਗਿਆਪਨ ਅਧਿਕਾਰ (ਗੈਰ ਚਿਪਕਣ)। 02.03.2026 ਨੂੰ 16:00 ਵਜੇ [749, 1255, 1065, 1291]
article-body: ਅੱਜ ਇਥੇ 2017 ਤੋਂ 2022 ਤੱਕ ਪੈਦਾ ਹੋਈਆਂ ਸਥਿਤੀਆਂ ਦਾ ਜ਼ਿਕਰ ਕਰਦਿਆਂ ਕੀਤਾ। ਅਪਣੀ ਖਰਾਬ ਸਿਹਤ ਦੇ ਬਾਵਜੂਦ ਹਸਪਤਾਲ ਤੋਂ ਸਿੱਧਾ ਰੈਲੀ ਵਿਚ ਪਹੁੰਚੇ ਅਤੇ 1.25 ਲੱਖ ਮੈਂਬਰਾਂ ਨੂੰ ਸਹੁੰ ਚੁਕਾਈ, ਜੋ ਨਸ਼ਿਆਂ ਵਿਰੁਧ ਜੰਗ ਪ੍ਰਤੀ ਉਨ੍ਹਾਂ ਦੀ ਵਚਨਬੱਧਤਾ ਨੂੰ ਦਰਸਾਉਂਦਾ ਹੈ। ਜੇ ਲੋਕ ਆਫਸਰਾਂ ਦੇ ਉਠਾਏ ਜਾ ਰਹੇ ਸਵਾਲ ਉਠਾ ਰਹੇ ਹਨ, ਉਹ ਸ਼ਾਇਦ ਭੁੱਲ ਗਏ ਹਨ ਕਿ ਨਸ਼ਿਆਂ ਵਿਰੁਧ ਜੰਗ ਸਿਰਫ਼ ਸਰਕਾਰ ਦੀ ਨਹੀਂ, ਸਗੋਂ ਪੁਲਿਸ, ਪ੍ਰਸ਼ਾਸਨ ਅਤੇ ਜਨਤਾ ਦੀ ਸਾਂਝੀ ਜੰਗ ਹੈ। [401, 616, 730, 676]
tata-addr2: ਬ੍ਰਾਂਚ ਦਾ ਪਤਾ : ਐਸਸੀਓ 10, ਸੈਕਟਰ-26, ਮਧਿਆ ਮਾਰਗ, ਚੰਡੀਗੜ੍ਹ-160019 [145, 1712, 359, 1722]
article-body: ਹਾਂ ਕਿ ਕੁਝ ਬਦਲਾਅ ਤੋਂ ਪਟੀਸ਼ਨਾਂ ਦਾ ਖਰੜਾ ਤਿਆਰ ਕਰਨ ਲਈ ਏਜੰਸੀ ਦੀ ਵਰਤੋਂ ਕੀਤੀ ਜਾਂਦੀ ਹੈ ਤਾਂ ਕਈ ਤਰ੍ਹਾਂ ਦੀਆਂ ਤਕਨੀਕੀ ਗਲਤੀਆਂ ਰਹਿ ਜਾਂਦੀਆਂ ਹਨ ਜਿਨ੍ਹਾਂ ਉਤੇ ਅਦਾਲਤ ਨੇ ਚਿੰਤਾ ਪ੍ਰਗਟਾਈ। [63, 975, 392, 1011]
possession-subtitle: (ਅਚੱਲ ਸੰਪਤੀ ਲਈ) [1220, 1361, 1286, 1372]
th: ਲੜੀ ਨੰ: [749, 1092, 772, 1118]
notice-line: ਨੋਟ : ਟੈਂਡਰ/ਆਕਸ਼ਨੇਰੀ ਨੋਟਿਸ ਦੀ ਸੋਧ ਜੇ ਕੋਈ ਹੋਵੇਗੀ ਸਿਰਫ ਉਪਰੋਕਤ ਵੈਬਸਾਈਟ 'ਤੇ ਪ੍ਰਕਾਸ਼ਤ ਕੀਤੀ ਜਾਵੇਗੀ। [410, 1379, 721, 1399]
table-row: 1. ਝਨਾ ਡਿਸਟੀ ਦੇ O/L RD 11123-R ਦੇ ਵਾਟਰਕੋਰਸ ਦੀ ਲਾਈਨਿੰਗ ਲਈ ਅਤੇ ਮੋਘਾ ਅੱਗੇ ਦੀ ਖੋਜ ਨਹਿਰ ਦੇ ਪਿੰਡ ਮੱਲਾਂ ਕੋਠੀਆਂ/ਸਧਾਣਾ ਉਧਾ/ਸਧਾਣਾ ਸਿੰਘ ਜ਼ਿਲ੍ਹਾ ਯੂਨੀਅਨ ਆਬਾਦੀਆਂ ਵਿਚ। 01/2026, 16.02.2026 [749, 1887, 1065, 1923]
tata-schedule-bar: ਸ਼ਡਿਊਲ ਦੋ [65, 1843, 389, 1860]
tender-ref-title: ਟੈਂਡਰ/ਆਕਸ਼ਨੇਰੀ ਰੈਫਰੈਂਸ ਨੰ. ਈ ਟੈਂਡਰ/ਐਨਪੀ/ਚੀਮਾ/2025-26/12 [460, 1326, 670, 1337]
tender-title: ਪੰਜਾਬ ਸਰਕਾਰ [183, 1239, 271, 1259]
registration-mark-icon [763, 38, 797, 72]
canal-tender-table [749, 1861, 1066, 2056]
th: ਨਿਲਾਮੀ ਬੰਦ ਹੋਣ ਦੀ ਮਿਤੀ ਤੇ ਸਮਾਂ [1006, 1092, 1065, 1118]
uco-office-line: ਯੂਕੋ ਬੈਂਕ, ਜ਼ੋਨਲ ਦਫਤਰ: ਲੁਧਿਆਣਾ [129, 1070, 326, 1089]
table-row: 5 MSS-UMB-SRE-RCR-66-26-1 ਸਹਾਰਨਪੁਰ ਰੇਲਵੇ ਸਟੇਸ਼ਨ (ਕੋਚਿੰਗ ਯਾਰਡ) ਉੱਤੇ 05 ਸਾਲਾਂ ਦੇ ਸਮੇਂ ਦੇ ਲਈ ਰੇਲ ਕੋਚ ਰੈਸਟੋਰੈਂਟ ਦੀ ਸਥਾਪਨਾ ਲਈ ਸੰਚਾਲਨ (ਸਾਈਟ ਯੋਜਨਾ ਦੇ ਅਨੁਸਾਰ)। 02.03.2026 ਨੂੰ 16:20 ਵਜੇ [749, 1291, 1065, 1327]
table-row: 1. ਡਾਇਰੈਕਟਰ (ਚੌਲ) ਪੀਏਯੂ ਲੁਧਿਆਣਾ ਵਿਖੇ ਮੈਕਾਨਿਕਲ ਆਲੂ ਗਰੇਡਰ ਮਸ਼ੀਨ ਦੀ ਖਰੀਦ [749, 1451, 1065, 1466]
nfl-tender-ad [63, 1408, 391, 1654]
article-headline: ਅਤਿਵਾਦ ਵਿਰੁਧ ਭਾਰਤ ਅਤੇ ਫਰਾਂਸ ਇਕਜੁਟ [92, 581, 363, 630]
indusind-note: ਇਸ ਨੋਟਿਸ ਦੀ ਮਿਤੀ ਤੋਂ ਬੋਲੀ ਜਮ੍ਹਾਂ ਕਰਾਉਣ ਦੀ ਆਖਰੀ ਮਿਤੀ : 21.02.2026 ਨੂੰ ਸ਼ਾਮ 05.00 ਵਜੇ ਤੱਕ [410, 890, 708, 900]
table-row: 5. ਟੈਂਡਰ ਡਾਊਨਲੋਡ/ਜਮ੍ਹਾਂ ਕਰਨ ਦੀ ਆਖਰੀ ਮਿਤੀ ਤੇ ਸਮਾਂ : 11.03.2026 ਵਜੇ 15:00 ਤੱਕ [73, 1582, 382, 1597]
tata-body-2: ਸਾਰੇ ਜ਼ਰੂਰੀ ਅਤੇ ਅਚੱਲ ਹਿੱਸੇ ਰਿਹਾਇਸ਼ੀ ਵਲੈਟ ਜਿਸ ਦਾ ਨੰ. 14, ਪਹਿਲੀ ਮੰਜ਼ਿਲ, ਮਿਣਤੀ 0-7/8 ਮਰਲਾ ਜੋ ਕਿ 67/5704ਵਾਂ ਹਿੱਸਾ ਜਿਸ ਵਿਚੋਂ ਕੁਲ ਜ਼ਮੀਨ ਮਿਣਤੀ 35 ਕਨਾਲ-13 ਮਰਲੇ ਖਸਰਾ ਨੰਬਰ 471 ਵ ਹੱਦ ਅੰਦਰ ਵਾਕਾ ਖੇਵਟ/ਖਤੌਨੀ ਨੰ 631/939, ਖਸਰਾ ਨੰ 65//1/1(4-0), 10(7-4), 66//4/2(6-17), 5(6-5), 6/2(5-3), 7/1(5-14) ਅਤੇ 26(0-10), ਜ਼ਿਲ੍ਹੇ 07 ਜਮ੍ਹਾਂਬੰਦੀ 2011-12 ਅਨੁਸਾਰ ਸਥਿਤ ਹੈ ਰਕਬਾ ਮਕਾਨ ਨੰ. 184, ਸੋਢੀਆਂ ਵਾਲਾ ਰੋਡ, ਆਨੰਦ ਐਨਕਲੇਵ ਵਾਲੀ, ਨੇੜੇ ਅਤੇ ਤਹਿਸੀਲ ਖਰੜ, ਜ਼ਿਲ੍ਹਾ ਸਾਹਿਬਜ਼ਾਦਾ ਅਜੀਤ ਸਿੰਘ ਨਗਰ (ਮੋਹਾਲੀ) 140301 (ਪੰਜਾਬ) ਵਿਖੇ ਸਮੇਤ ਇਸ ਵਿਚ ਬਣੀਆਂ ਸਾਰੀਆਂ ਇਮਾਰਤਾਂ ਸਥਿਤ ਹੈ। [72, 1865, 383, 1927]
tender-signature: ਕਾਰਜਕਾਰੀ ਇੰਜੀਨੀਅਰ, ਬੀਡੀਪੀਓ-1, ਪੰਜਾਬਵਾਟਰਅਮੈਨੇਜਮੈਂਟ ਡਵੀਜ਼ਨ, [915, 2099, 1066, 2122]
th: ਕੰਮ ਦਾ ਨਾਮ [100, 1284, 298, 1310]
public-notice-title: ਜਨਤਕ ਨੋਟਿਸ [1188, 1033, 1319, 1063]
article-body: ਕਾਨਫਰੰਸਾਂ ਸਬੰਧੀ ਵਿਸ਼ਵਾਸ ਵਿਅਕਤ ਕਰ ਕੇ ਆਵਾਜ਼ ਉਠਾਈ। ਉਨ੍ਹਾਂ ਕਿਹਾ ਕਿ ਸੀਨੀਅਰ ਲੀਡਰਸ਼ਿਪ ਨਾਲ ਵਿਚਾਰ ਵਟਾਂਦਰਾ ਕਰ ਕੇ ਜਲਦੀ ਹੀ ਦਸਤਾਰੀ ਵਿੰਗ ਅਤੇ ਯੂਥ ਅਕਾਲੀ ਦਲ ਦਾ ਢਾਂਚਾ ਗਠਤ ਕੀਤਾ ਜਾਵੇਗਾ। ਸ਼੍ਰੋਮਣੀ ਅਕਾਲੀ ਦਲ ਪੁਨਰ ਸੁਰਜੀਤ ਵਲੋਂ 3 ਮਾਰਚ ਨੂੰ ਸ੍ਰੀ ਆਨੰਦਪੁਰ ਸਾਹਿਬ ਵਿਖੇ ਹੋਲੇ ਮਹੱਲੇ 'ਤੇ ਵਿਸ਼ਾਲ ਅਕਾਲੀ ਕਾਨਫਰੰਸ ਕੀਤੀ ਜਾਵੇਗੀ। ਸਮੂਹ ਆਗੂਆਂ ਨੂੰ ਹੁਮ ਹੁਮਾ ਕੇ ਪਹੁੰਚਣ ਲਈ ਸੱਦਾ ਦਿਤਾ। 21 ਫਰਵਰੀ ਨੂੰ ਪਾਰਟੀ ਦੇ ਸੀਨੀਅਰ ਲੀਡਰ ਕਰਨੈਲ ਸਿੰਘ ਪੰਜੋਲੀ ਅਤੇ ਪੰਥਕ ਸਮਝਦਾਰਾਂ ਵਲੋਂ ਪਿੰਡ ਹਵਾਰਾ ਵਿਖੇ ਹੋ ਰਹੇ ਪੰਥਕ ਇਕੱਠ ਵਿਚ ਪੁੱਜਣ ਲਈ ਵੀ ਸਮੂਹ ਆਗੂਆਂ ਨੂੰ ਬੇਨਤੀ ਕੀਤੀ ਤਾਕਿ ਜਥੇਦਾਰ ਹਵਾਰਾ ਨੂੰ ਆਜ਼ਾਦੀ ਬਖ਼ਸ਼ਣ ਮਾਮਲੇ ਲਈ ਕੇਂਦਰ ਸਰਕਾਰ 'ਤੇ ਦਬਾਅ ਬਣਾਇਆ ਜਾ ਸਕੇ। ਉਨ੍ਹਾਂ ਨੇ ਲੀਡਰਸ਼ਿਪ ਨੂੰ ਹਵਾਰਾ ਪਹੁੰਚਣ ਲਈ ਆਦੇਸ਼ ਦਿਤੇ। ਗਿਆਨੀ ਹਰਪ੍ਰੀਤ ਸਿੰਘ ਵਲੋਂ ਅੱਜ ਦੀ ਮੀਟਿੰਗ ਵਿਚ ਵਿਸ਼ੇਸ਼ ਤੌਰ 'ਤੇ ਆਏ ਸਮੂਹ ਵਰਕਿੰਗ ਕਮੇਟੀ ਮੈਂਬਰ ਅਤੇ ਜ਼ਿਲ੍ਹਾ ਪ੍ਰਧਾਨਾਂ ਦੇ ਵਿਚਾਰ ਸੁਣੇ ਅਤੇ ਉਨ੍ਹਾਂ ਨਾਲ ਵਾਅਦਾ ਵੀ ਕੀਤਾ ਕਿ ਹਰ ਮਹੀਨੇ ਵਰਕਿੰਗ ਕਮੇਟੀ ਦੀ ਇਕ ਮੀਟਿੰਗ ਅੰਮ੍ਰਿਤਸਰ ਸਾਹਿਬ ਮੁੱਖ ਦਫ਼ਤਰ ਵਿਖੇ ਹੋਇਆ ਕਰੇਗੀ। ਅੱਜ ਦੀ ਇਸ ਮੀਟਿੰਗ ਵਿਚ ਕਈ ਮਤੇ ਵੀ ਪਾਸ ਕੀਤੇ ਗਏ। [63, 427, 392, 572]
indusind-date-place: ਮਿਤੀ : 18.02.2026 ਸਥਾਨ : ਪੰਜਾਬ [410, 935, 476, 957]
acre-regd-office: ਰਜਿਸਟਰਡ ਆਫਿਸ: 14ਵੀਂ ਮੰਜ਼ਿਲ, ਈਰੋਜ਼ ਕਾਰਪੋਰੇਟ ਟਾਵਰ, ਨਹਿਰੂ ਪਲੇਸ, ਨਵੀਂ ਦਿੱਲੀ-110019 ਈਮੇਲ: acre.sro@acreindia.in, ਵੈਬਸਾਈਟ: www.acreindia.in [1098, 1300, 1368, 1320]
classified-banner [1087, 451, 1420, 545]
pspcl-inquiry-no: ਟੈਂਡਰ ਇੰਕੁਆਰੀ ਨੰ. DyCE/OS Circle, Mohali/2026/12 [748, 1707, 940, 1718]
column-3 [740, 309, 1075, 2121]
article-body: ਤਨਖਾਹਾਂ ਕੱਟ ਕੇ ਸੁੱਖ ਦਾ ਖਜ਼ਾਨਾ ਭਰਨਾ ਚਾਹੀਦੀ ਹੈ। ਆਮ ਆਦਮੀ ਪਾਰਟੀ ਦੀ ਸਰਕਾਰ ਦੌਰਾਨ ਅਜਿਹਾ ਫੈਸਲਾ ਆਉਣ ਨਾਲ ਸਿਖਿਆ ਵਿਭਾਗ ਦੇ ਤਕਰੀਬਨ 1000 ਪ੍ਰਵਾਰਾਂ ਵਿਚ ਰੋਸ ਤੇ ਨਿਰਾਸ਼ਾ ਫੈਲ ਗਈ ਹੈ ਕਿਉਂਕਿ ਇਸ ਅੰਤ ਦੀ ਮਹਿੰਗਾਈ ਵਿਚ ਇਕ ਦਮ ਤਨਖਾਹਾਂ ਤੇ ਕੱਟ ਲੱਗਣ ਨਾਲ ਮੁਲਾਜ਼ਮਾਂ ਦੇ ਪ੍ਰਵਾਰਾਂ ਦਾ ਆਰਥਕ ਸੰਤੁਲਨ ਵਿਗੜ ਜਾਣਾ ਤੈਅ ਹੈ। ਜਾਣਕਾਰੀ ਦਿੰਦੇ ਹੋਏ ਸਰਵ ਸਿਖਿਆ ਅਭਿਆਨ ਅਤੇ ਰਮਸਾ ਦਫ਼ਤਰੀ ਮੁਲਾਜ਼ਮਾਂ ਦੇ ਪ੍ਰਧਾਨ ਨੇ ਦਸਿਆ ਕਿ ਮੰਗਾਂ ਨਾ ਮੰਨੇ ਜਾਣ ਤਕ ਸੰਘਰਸ਼ ਜਾਰੀ ਰਹੇਗਾ। [739, 520, 1075, 592]
classified-english: CLASSIFIED [1189, 522, 1318, 535]
eviction-notice-pill: ਬੇਦਖ਼ਲੀ ਸੂਚਨਾ [1150, 684, 1357, 718]
tender-line: ਨੋਟ : ਟੈਂਡਰ ਨੋਟਿਸ ਦੀ ਸੋਧ ਜੇ ਕੋਈ ਹੋਵੇਗੀ ਸਿਰਫ ਉਪਰੋਕਤ ਵੈਬਸਾਈਟ 'ਤੇ ਪ੍ਰਕਾਸ਼ਤ ਕੀਤੀ ਜਾਵੇਗੀ। [748, 1515, 1040, 1524]
sports-dept-ad [1087, 909, 1420, 1260]
psb-body: ਵਿੱਤੀ ਸਾਖ਼ਰਤਾ ਕੇਂਦਰ ਵਿਖੇ ਵਿੱਤੀ ਸਾਖ਼ਰਤਾ ਸਲਾਹਕਾਰ ਵਜੋਂ ਕੰਮ ਕਰਨ ਲਈ ਕੰਪਿਊਟਰ ਦੇ ਨਾਲ ਕੰਪਿਊਟਰ ਪ੍ਰੋਗਰਾਮ ਦੇ ਕੰਮ ਕਰਨ ਦੀ ਚੰਗੀ ਜਾਣਕਾਰੀ ਅਤੇ ਪੇਂਡੂ/ਅਰਧ ਸ਼ਹਿਰੀ ਖੇਤਰਾਂ ਵਿਚ ਕੰਮ ਕਰਨ ਹੇਠ ਅਤੇ ਨਿਵੇਸ਼ ਦੀ ਦੇਖ ਰੇਖ ਦਾ ਪੰਜ ਤਜਰਬੇ ਦੇ ਨਾਲ ਰਿਟਾਇਰਡ ਬੈਂਕ ਅਫਸਰਾਂ (ਸਕੇਲ-2 ਅਤੇ ਉੱਪਰ) 65 ਸਾਲ ਤੋਂ ਵੱਧ ਨਾ ਹੋਣ ਤੋਂ ਅਰਜ਼ੀਆਂ ਮੰਗੀਆਂ ਜਾਂਦੀਆਂ ਹਨ। ਬਲਾਕ ਫਰੀਦਕੋਟ, ਜ਼ਿਲ੍ਹਾ ਫਰੀਦਕੋਟ, ਪੰਜਾਬ ਅਤੇ ਬਲਾਕ ਗੁਰੂਹਰਸਹਾਏ, ਜ਼ਿਲ੍ਹਾ ਫਿਰੋਜ਼ਪੁਰ, ਪੰਜਾਬ ਵਿਖੇ ਅਹੁਦੇ ਲਈ ਹੇਠ ਮਿਹਨਤਾਨਾ ਫਿਕਸਡ ਕੰਸੋਲੀਡੇਟਡ ਭੱਤਾ 15,000 ਅਤੇ 2000/- ਪ੍ਰਤੀ ਮਹੀਨਾ 'ਤੇ ਡਿਊਟੀ। ਇੱਕ ਸਾਲ ਦੇ ਸਮੇਂ ਲਈ, ਆਮ ਲੋਕਾਂ ਨੂੰ ਵਿੱਤੀ ਸਾਖ਼ਰਤਾ ਪ੍ਰਦਾਨ ਦੇ ਮੁੱਖ ਕੰਮ ਸਲਾਹਕਾਰ ਵਜੋਂ ਕੰਮ ਕਰਨਾ। ਅਰਜ਼ੀ ਫਾਰਮ ਅਤੇ ਹੋਰ ਜਾਣਕਾਰੀ ਲਈ ਸਾਡੀ ਵੈਬਸਾਈਟ https://punjabandsindbank.co.in/ 'ਤੇ ਜਾਓ। ਇੱਛੁਕ ਉਮੀਦਵਾਰਾਂ ਦੀਆਂ ਅਰਜ਼ੀਆਂ ਸਾਨੂੰ 09.03.2025 ਨੂੰ ਸ਼ਾਮ 04.00 ਵਜੇ ਤੱਕ ਉੱਪਰ ਦਰਸਾਏ ਜ਼ੋਨਲ ਦਫ਼ਤਰ ਪਤੇ 'ਤੇ ਪੁੱਜਦ ਜਾਣੀਆਂ ਚਾਹੀਦੀਆਂ ਹਨ। [748, 875, 1066, 967]
classified-item: • ਮੈਂ, ਜਗਦੀਪ ਸਿੰਘ ਜਸਵਾਲ ਪੁੱਤਰ ਸਵ. ਸ਼੍ਰੀ ਕਸ਼ਮੀਰ ਸਿੰਘ ਵਾਸੀ ਮਕਾਨ ਨੰ. 2318, ਸਿਖਰਲੀ ਮੰਜ਼ਿਲ, ਸੈਕਟਰ 23-ਸੀ, ਚੰਡੀਗੜ੍ਹ ਨੇ ਆਪਣੀ ਪੁੱਤਰੀ ਅਨੰਦਿਤਾ ਦਾ ਨਾਂ ਬਦਲ ਕੇ ਅਨੰਦਿਤਾ ਜਸਵਾਲ ਰੱਖ ਲਿਆ ਹੈ। [1086, 592, 1420, 615]
article-headline: ਸੁਖਬੀਰ ਬਾਦਲ ਸ਼੍ਰੋਮਣੀ ਕਮੇਟੀ ਦੀਆਂ ਜ਼ਮੀਨਾਂ ਵੇਚ ਕੇ 2027 ਦੀਆਂ ਚੋਣਾਂ ਜਿੱਤਣਾ ਚਾਹੁੰਦੇ ਹਨ : ਗਿਆਨੀ ਹਰਪ੍ਰੀਤ ਸਿੰਘ [69, 310, 385, 421]
uco-punjabi-name: ਯੂਕੋ ਬੈਂਕ [87, 1030, 168, 1061]
nfl-signature: ਸੀਨੀਅਰ ਮੈਨੇਜਰ (ਮਕੈਨੀਕਲ ਅਤੇ ਸਿਵਲ) [247, 1635, 383, 1646]
article [401, 538, 729, 677]
article [63, 817, 391, 920]
punjab-govt-tender-ad [63, 1232, 391, 1398]
psb-signature: ਜ਼ੋਨਲ ਮੈਨੇਜਰ [1022, 978, 1066, 989]
tender-line: ਬੋਲੀ ਬੰਦ ਹੋਣ ਦੀ ਮਿਤੀ ਅਤੇ ਸਮਾਂ : 02.03.2026 ਨੂੰ ਸਵੇਰੇ 11.00 ਵਜੇ [748, 1494, 948, 1504]
pspcl-date: ਮਿਤੀ :16.02.2026 [1002, 1707, 1066, 1718]
tender-intro: ਵਿਭਾਗ ਐਸਟੇਟ, ਪੀਏਯੂ, ਲੁਧਿਆਣਾ ਹੇਠ ਲਿਖਿਆਂ ਦੀ ਖਰੀਦ ਲਈ ਆਨਲਾਈਨ ਦੀ ਟੈਂਡਰ ਮੰਗਦਾ ਹੈ। [748, 1438, 1038, 1448]
uco-signature: ਜ਼ੋਨਲ ਮੈਨੇਜਰ ਜ਼ੋਨਲ ਦਫਤਰ ਲੁਧਿਆਣਾ [304, 1191, 383, 1214]
nfl-date: ਮਿਤੀ : 18.02.2026 [316, 1485, 383, 1496]
eauction-title: ਈ-ਨਿਲਾਮੀ ਸੂਚਨਾ [870, 1037, 944, 1050]
psb-name: ਪੰਜਾਬ ਐਂਡ ਸਿੰਧ ਬੈਂਕ [827, 771, 1029, 796]
classified-item: • ਮੈਂ, ਨਵਜਯੋਤੀ ਉਰਫ ਨਵਜਯੋਤੀ ਜਿੰਦਲ ਪੁੱਤਰੀ ਸ਼੍ਰੀ ਵਿਨੋਦ ਕੁਮਾਰ ਉਰਫ ਵਿਨੋਦ ਕੁਮਾਰ ਜਿੰਦਲ, ਪਤਨੀ ਸ਼੍ਰੀ ਦੇਵਿੰਦਰ ਕੁਮਾਰ ਗੁਪਤਾ, ਵਾਸੀ ਮਕਾਨ ਨੰ: 190, ਵਿਕਾਸ ਨਗਰ, ਪੱਖੋਵਾਲ ਰੋਡ, ਲੁਧਿਆਣਾ, ਹੁਣ ਵਾਸੀ ਮਕਾਨ ਨੰ: 3068, ਸੈਕਟਰ 16, ਚੰਡੀਗੜ੍ਹ ਨੇ ਆਪਣਾ ਨਾਮ ਨਵਜਯੋਤੀ ਉਰਫ ਨਵਜਯੋਤੀ ਜਿੰਦਲ ਤੋਂ ਬਦਲ ਕੇ ਨਵਜਯੋਤੀ ਗੁਪਤਾ ਰੱਖ ਲਿਆ ਹੈ। ਨਵਜਯੋਤੀ ਉਰਫ ਨਵਜਯੋਤੀ ਜਿੰਦਲ ਅਤੇ ਨਵਜਯੋਤੀ ਗੁਪਤਾ ਇੱਕ ਹੀ ਵਿਅਕਤੀ ਹਨ। [1086, 620, 1421, 676]
issue-date: ਬੁਧਵਾਰ, 18 ਫਰਵਰੀ 2026 [89, 156, 364, 201]
dept-title: ਮਿਉਂਸਪਲ ਕਾਰਪੋਰੇਸ਼ਨ, ਲੁਧਿਆਣਾ [479, 1000, 652, 1016]
th: ਬ੍ਰਾਂਚ [517, 807, 603, 833]
notice-signature-left: ਸਹੀ/- ਪ੍ਰਧਾਨ ਨਗਰ ਪੰਚਾਇਤ, ਚੀਮਾ [410, 1402, 480, 1436]
tender-ref: 1627/12/2025-26/8404 [748, 1562, 832, 1573]
nfl-table [72, 1510, 382, 1613]
psb-address: ਜ਼ੋਨਲ ਦਫ਼ਤਰ, ਫਰੀਦਕੋਟ, ਰੈਡ ਕ੍ਰਾਸ ਭਵਨ, [798, 818, 1016, 834]
pspcl-tender-ad [740, 1591, 1075, 1802]
th: ਕੰਮ ਦਾ ਨਾਮ [772, 1862, 1002, 1888]
article-body: ਦੇ ਹੱਲ ਨੂੰ ਤੇਜ਼ ਕਰਨ ਲਈ ਕਾਨੂੰਨੀ ਸਹਾਇਤਾ ਅਤੇ ਤਕਨਾਲੋਜੀ-ਸਮਰੱਥ ਮੁਕੱਦਮੇਬਾਜ਼ੀ ਸਾਧਨਾਂ ਨੂੰ ਉਤਸ਼ਾਹਿਤ ਕਰ ਰਹੀ ਹੈ। ਮੇਘਵਾਲ ਨੇ ਕਿਹਾ, 'ਜੰਮੂ-ਕਸ਼ਮੀਰ ਨੂੰ ਰਾਜ ਦਾ ਦਰਜਾ ਬਹਾਲ ਕਰਨ ਦਾ ਮੁੱਦਾ ਬਹੁਤ ਸੰਵੇਦਨਸ਼ੀਲ ਹੈ। ਕੇਂਦਰੀ ਗ੍ਰਹਿ ਮੰਤਰੀ ਪਹਿਲਾਂ ਹੀ ਲੋਕ ਸਭਾ ਵਿਚ ਕਹਿ ਚੁੱਕੇ ਹਨ ਕਿ ਜੰਮੂ-ਕਸ਼ਮੀਰ ਨੂੰ ਰਾਜ ਦਾ ਦਰਜਾ ਦਿਤਾ ਜਾਵੇਗਾ। ਇਹ ਜੰਮੂ-ਕਸ਼ਮੀਰ ਦੇ ਲੋਕਾਂ ਦਾ ਅਧਿਕਾਰ ਹੈ। ਮੈਨੂੰ ਉਮੀਦ ਹੈ ਕਿ ਤੁਸੀਂ ਜਲਦੀ ਹੀ ਕੁਝ ਸਕਾਰਾਤਮਕ ਸੁਣੋਗੇ।' ਮੇਘਵਾਲ ਨੇ ਕਿਹਾ ਕਿ ਜੰਮੂ-ਕਸ਼ਮੀਰ ਦੇ ਲੋਕਾਂ ਦਾ ਜੋ ਵੀ ਹੱਕ ਹੈ, ਉਹ ਦਿਤਾ ਜਾਵੇਗਾ। ਜ਼ਿਕਰਯੋਗ ਹੈ ਕਿ ਅਗੱਸਤ 2019 ਵਿਚ ਭਾਰਤ ਸਰਕਾਰ ਨੇ ਸੰਵਿਧਾਨ ਦੀ ਧਾਰਾ 370 ਤਹਿਤ ਜੰਮੂ-ਕਸ਼ਮੀਰ ਨੂੰ ਮਿਲਿਆ ਵਿਸ਼ੇਸ਼ ਦਰਜਾ ਖਤਮ ਕਰ ਦਿਤਾ ਸੀ ਅਤੇ ਉਸ ਵੇਲੇ ਸੂਬੇ ਨੂੰ ਦੋ ਹਿੱਸਿਆਂ ਵਿਚ ਵੰਡ ਦਿਤਾ ਸੀ। ਉਦੋਂ ਤੋਂ ਸੂਬੇ ਦਾ ਦਰਜਾ ਬਹਾਲ ਕਰਨ ਦਾ ਮੁੱਦਾ ਲਗਾਤਾਰ ਚਰਚਾ ਵਿਚ ਹੈ। ਕੇਂਦਰੀ ਮੰਤਰੀ ਦੇ ਇਸ ਤਾਜ਼ਾ ਬਿਆਨ ਨੇ ਸਿਆਸੀ ਹਲਕਿਆਂ ਅਤੇ ਜੰਮੂ-ਕਸ਼ਮੀਰ ਦੇ ਲੋਕਾਂ ਵਿਚ ਨਵੀਂ ਉਮੀਦ ਜਗਾਈ ਹੈ। ਜਾਣਕਾਰਾਂ ਦਾ ਕਹਿਣਾ ਹੈ ਕਿ ਫੈਸਲਾ ਵਾਕਿਆ ਹੀ ਜਲਦੀ ਹੁੰਦਾ ਹੈ ਤਾਂ ਇਹ ਪਿਛਲੇ ਕਈ ਸਾਲਾਂ ਵਿਚ ਸਭ ਤੋਂ ਵੱਡਾ ਸਿਆਸੀ ਵਿਕਾਸ ਹੋਵੇਗਾ। ਕੇਂਦਰ ਸਰਕਾਰ ਨੇ ਪਹਿਲਾਂ ਵੀ ਇਸ਼ਾਰਾ ਕੀਤਾ ਸੀ ਕਿ ਰਾਜ ਦਾ ਦਰਜਾ ਬਹਾਲ ਕਰਨ ਦਾ ਫੈਸਲਾ ਵਿਧਾਨ ਸਭਾ ਚੋਣਾਂ ਤੋਂ ਬਾਅਦ ਲਿਆ ਜਾਵੇਗਾ। [401, 372, 730, 529]
th: ਲੜੀ ਨੰ: [749, 1862, 772, 1888]
railway-note: ਨੋਟ: ਈ-ਨਿਲਾਮੀ ਦੀ ਪ੍ਰਕਿਰਿਆ ਸਬੰਧੀ ਸਾਰੀ ਜਾਣਕਾਰੀ ਲਈ ਭਾਰਤੀ ਰੇਲਵੇ ਦੀ ਟੈਂਡਰਪ੍ਰਣਾਲੀ ਵੈਬਸਾਈਟ www.ireps.gov.in ਨੂੰ ਦੇਖੋ। ਨਿਲਾਮੀ ਕੈਟਲਾਗ ਨੰ: UMB-Mix-10-2026 ਵੈਟ ਯੂਨਿਟ: ਸਭ ਤੋਂ ਆਖ਼ਰੀ ਬੋਲੀ ਸ਼ੁਰੂ ਹੋਣ ਦੀ ਮਿਤੀ ਤੇ ਸਮਾਂ : 02.03.2026 ਨੂੰ 15:00 ਵਜੇ [748, 1329, 1066, 1359]
table-row: 704001582743 ਜਸਵੀਰ ਕੌਰ ਬਰਨਾਲਾ 9814302448 12.19 [411, 873, 720, 888]
th: ਈ-ਟੈਂਡਰ ਨੋਟਿਸ ਨੰ. ਅਤੇ ਮਿਤੀ [1002, 1862, 1065, 1888]
psb-subline: (ਭਾਰਤ ਸਰਕਾਰ ਅਧੀਨ ਇਕ ਅਦਾਰਾ) [876, 803, 980, 813]
notice-line: ਬੋਲੀ ਬੰਦ ਹੋਣ ਦੀ ਮਿਤੀ ਤੇ ਸਮਾਂ : 26.02.2026 ਨੂੰ ਸਵੇਰੇ 11.00 ਵਜੇ [410, 1358, 603, 1368]
property-description: ਰਿਹਾਇਸ਼ੀ ਜਾਇਦਾਦ ਵਾਕਾ ਖਾਕ (121.33 ਵਰਗ ਗਜ਼) ਕੀਮਤੀ ਖਸਰਾ ਨੰ. 136 // 6 (ਐਮਆਰਟੀਐਸ) 136 / 13/8-0, 137 // 10 / 6-0, 137 // 11 / 8-0 ਕਿਤਾ ਨੰ. 1809, ਖਤੌਨੀ ਨੰ. 2921 ਖੇਵਟ ਨੰ. 476, ਸਾਲ 2018-19 ਦੀ ਜਮ੍ਹਾਂਬੰਦੀ ਅਨੁਸਾਰ ਪਿੰਡ ਮਠੌਰ ਅਬਾਦੀ ਸੰਤ ਰਾਜਾ ਸਿੰਘ ਨਗਰ, ਤਹਿਸੀਲ ਤੇ ਜ਼ਿਲ੍ਹਾ ਪਟਿਆਲਾ ਵਿਚ ਸਥਿਤ:- ਉੱਤਰ ਦਿਸ਼ਾ / 32 ਫੁੱਟ। ਵਾਲ ਸੜਕ, ਦੱਖਣ ਦਿਸ਼ਾ / 32 ਫੁੱਟ। ਵਾਲ ਗਲੀ, ਪੂਰਬ 20 ਵੱਲ ਮਕਾਨ ਚੌੜੀ / 21 ਫੁੱਟ। [1094, 1539, 1412, 1579]
notice-line: ਬੋਲੀ ਬੰਦ ਹੋਣ ਦੀ ਮਿਤੀ ਤੇ ਸਮਾਂ : 03.03.2026 ਨੂੰ ਸ਼ਾਮ 05.00 ਵਜੇ ਤੱਕ [410, 1238, 614, 1248]
indusind-table [410, 806, 720, 889]
table-row: 2. ਡਾਇਰੈਕਟਰ (ਚੌਲ) ਪੀਏਯੂ ਲੁਧਿਆਣਾ ਵਿਖੇ ਵਰਟੀਸਾਈਲਜ਼ ਸਮੱਗਰੀ ਸਾਂਚੇ ਅਤੇ ਅਲੱਗ-ਪੱਧਰਾਂ ਵਾਲੀ ਲਬਾਰਟਰੀ ਲਈ ਕੁਲੈਕਸ਼ਨ ਸਪਲਾਇਰ ਦੀ ਖਰੀਦ [749, 1466, 1065, 1492]
article [740, 311, 1075, 457]
article-headline: ਕੀ ਜੰਮੂ-ਕਸ਼ਮੀਰ ਰਾਜ ਦਾ ਦਰਜਾ ਜਲਦੀ ਬਹਾਲ ਹੋਵੇਗਾ ? [424, 310, 707, 366]
possession-title: ਰੂਲ 8(1) ਦੇਖੋ] ਕਬਜ਼ਾ ਨੋਟਿਸ (ਅਚੱਲ ਜਾਇਦਾਦ ਲਈ) [448, 1546, 683, 1561]
pspcl-website: website: www.pspcl.com ਟੈਲੀਫੋਨ ਨੰ. 9646110632 [839, 1687, 1023, 1697]
acre-possession-ad [1087, 1270, 1420, 1610]
pspcl-regline: (ਰਜਿ. ਦਫ਼ਤਰ ਪੀ.ਐਸ.ਈ.ਬੀ. ਹੈੱਡ ਆਫਿਸ, ਦਿ ਮਾਲ ਪਟਿਆਲਾ-147001) [822, 1649, 1040, 1659]
indusind-brand: IndusInd Bank [426, 693, 580, 716]
table-row: 1. ਕੰਮ ਦਾ ਵੇਰਵਾ : 2026 ਦੌਰਾਨ ਮਕੈਨੀਕਲ ਮੁਰੰਮਤ ਦੇ ਕੰਮਾਂ ਲਈ ਜਾਬਵਰਕ ਦਾ ਠੇਕਾ- ਪਾਰਟ ਦੋ ਅਤੇ ਤਿੰਨ। ਐਨਆਈਟੀ ਸੰ. ਐਨਐਫਐਲ/ ਮਕੈਨੀਕਲ ਸੀਓ/9169 [73, 1511, 382, 1537]
railway-intro: ਸੀਨੀਅਰ ਮੰਡਲ ਵਾਣਿਜਯ ਪ੍ਰਬੰਧਕ, ਉੱਤਰ ਰੇਲਵੇ, ਅੰਬਾਲਾ ਛਾਵਣੀ ਵਲੋਂ ਦੇ ਇਸ਼ਤਿਹਾਰਬਾਜ਼ੀ ਦੀ ਤਰਫ ਤੋਂ ਅਤੇ ਉਨ੍ਹਾਂ ਦੇ ਲਈ ਉੱਤਰ ਰੇਲਵੇ ਦੇ ਅੰਬਾਲਾ ਮੰਡਲ ਦੇ ਰੇਲਵੇ ਸਟੇਸ਼ਨਾਂ ਉੱਤੇ ਅਹੁਦੇਬੰਦੀ ਦੇ ਅਲਾਟਮੈਂਟ ਦੇ ਲਈ IREPS ਵੈਬਸਾਈਟ ਉੱਤੇ ਈ-ਆਕਸ਼ਨ ਦੇ ਦੁਆਰਾ ਤੋਂ ਬੋਲੀਆਂ ਮੰਗ ਲਈਆਂ ਜਾਂਦੀਆਂ ਹਨ : [748, 1055, 1066, 1085]
aditya-birla-logo-icon: ADITYA BIRLA CAPITAL [403, 1456, 503, 1526]
acre-branch-office: ਬ੍ਰਾਂਚ ਆਫਿਸ: ਯੂਨਿਟ ਨੰ. 502, ਵੀ ਵਿੰਗ, ਵਨ ਬੀਕੇਸੀ, ਪਲਾਟ ਨੰਬਰ ਸੀ-66, ਜੀ-ਬਲਾਕ, ਬਾਂਦਰਾ ਕੁਰਲਾ ਕੰਪਲੈਕਸ, ਮੁੰਬਈ - 400051. ਟੈਲੀਫੋਨ: 022 68643101. [1098, 1320, 1392, 1340]
th: ਬਕਾਇਆ ਰਕਮ ਲੱਖ 'ਚ [652, 807, 720, 833]
uco-bank-ad [63, 1021, 391, 1223]
notice-signature-right: ਕਾਰਜਸਾਧਕ ਅਫਸਰ ਨਗਰ ਪੰਚਾਇਤ, ਚੀਮਾ [650, 1413, 721, 1436]
tata-signature: ਸਹੀ/- ਅਧਿਕਾਰਤ ਅਫਸਰ ਲਈ ਟਾਟਾ ਕੈਪੀਟਲ ਹਾਊਸਿੰਗ ਫਾਈਨਾਂਸ ਲਿਮਟਿਡ [223, 1937, 383, 1960]
article-body: ਪਟਿਆਲਾ ਵਲੋਂ ਗੱਲ ਸਾਂਝੀ ਕੀਤੀ। ਇਸ ਮੌਕੇ ਕੈਬਨਿਟ ਮੰਤਰੀ ਅਮਨ ਅਰੋੜਾ, ਹਰਪਾਲ ਚੀਮਾ, ਲਾਲ ਚੰਦ ਕਟਾਰੂਚੱਕ, ਡਾ. ਬਲਬੀਰ ਸਿੰਘ, ਮੀਤ ਹੇਅਰ, ਬ੍ਰਮ ਸ਼ੰਕਰ ਜਿੰਪਾ ਅਤੇ ਵੱਖ ਵੱਖ ਜ਼ਿਲ੍ਹਿਆਂ ਤੋਂ ਪੁੱਜੇ ਵਿਧਾਇਕ, ਚੇਅਰਮੈਨ, ਮੇਅਰ, ਅਧਿਕਾਰੀ, ਪਟਿਆਲਾ, ਲੁਧਿਆਣਾ, ਜਲੰਧਰ, ਬਠਿੰਡਾ ਅਤੇ ਅੰਮ੍ਰਿਤਸਰ ਵਿਚ ਵਿਸ਼ੇਸ਼ ਟੀਮਾਂ ਤਾਇਨਾਤ ਕਰਨ ਦਾ ਫੈਸਲਾ ਕੀਤਾ ਗਿਆ ਹੈ। ਉਨ੍ਹਾਂ ਕਿਹਾ ਕਿ ਸੂਬੇ ਦੇ ਲੋਕਾਂ ਦੀ ਭਲਾਈ ਲਈ ਸਰਕਾਰ ਵਚਨਬੱਧ ਹੈ। [63, 747, 392, 807]
tender-intro: ਪੰਜਾਬ ਜਲ ਸਰੋਤ ਪ੍ਰਬੰਧਨ ਅਤੇ ਵਿਕਾਸ ਕਾਰਪੋਰੇਸ਼ਨ ਲਿਮ. ਹੇਠਾਂ, ਹੇਠ ਲਿਖਿਆਂ ਲਈ ਆਨਲਾਈਨ ਬੋਲੀਆਂ ਮੰਗਦਾ ਹੈ। [72, 1259, 383, 1279]
possession-signature: ਅਧਿਕਾਰਤ ਅਫ਼ਸਰ ਅਦਿੱਤਿਆ ਬਿਰਲਾ ਹਾਊਸਿੰਗ ਫਾਈਨਾਂਸ ਲਿਮਟਿਡ [563, 1750, 721, 1773]
th: ਗ੍ਰਾਹਕ ਦਾ ਨਾਮ [467, 807, 517, 833]
th: ਲਾਟ ਨੰ: [772, 1092, 837, 1118]
indusind-body: ਇਹ ਸੂਚਿਤ ਕੀਤਾ ਜਾਂਦਾ ਹੈ ਕਿ ਹੇਠ ਦਰਸਾਏ ਕਰਜ਼ਦਾਰਾਂ ਅਤੇ ਹੋਰ ਨੇ ਇੰਦੁਸਿੰਦ ਬੈਂਕ ਲਿਮਟਿਡ ਤੋਂ ਸੋਨਾ ਗਹਿਣੇ ਰੱਖ ਕੇ ਲੋਨ ਸਹੂਲਤ ਪ੍ਰਾਪਤ ਕੀਤੀ। ਲੋਨ ਦੀ ਅਦਾਇਗੀ ਕਰਨ ਵਿਚ ਅਸਫਲ ਰਹਿਣ ਅਤੇ ਐਗਰੀਮੈਂਟ ਦੇ ਨਿਯਮਾਂ ਦੀ ਉਲੰਘਣਾ ਕਰਨ ਕਾਰਨ ਇਸ ਲੋਨ ਵਿਰੁਧ ਗਿਰਵੀ ਸੋਨੇ ਦੇ ਗਹਿਣਿਆਂ ਦੀ ਜਨਤਕ ਨਿਲਾਮੀ ਕੀਤੀ ਜਾਵੇਗੀ। ਵਧੇਰੇ ਵੇਰਵਿਆਂ ਲਈ ਸਾਡੀ ਵੈਬਸਾਈਟ www.indusind.com 'ਤੇ ਵੇਖੋ ਅਤੇ ਨਿਲਾਮੀ ਵਿਕਰੀ/ਦਸਤਾਵੇਜ਼ਾਂ ਵਾਸਤੇ ਈ ਆਕਸ਼ਨ ਏਜੰਸੀ ਦੀ ਵੈਬਸਾਈਟ https://www.bankeauctions.com ਵਾਚੀ ਜਾਵੇਗੀ। ਅਧਿਕਾਰਤ ਅਫਸਰ ਨੂੰ ਆਪਣੇ ਵਿਵੇਕ ਨਾਲ ਕਿਸੇ ਵੀ ਬੋਲੀ ਨੂੰ ਰੱਦ ਕਰਨ ਦਾ ਅਧਿਕਾਰ ਰਾਖਵਾਂ ਹੈ। [410, 741, 721, 802]
classified-title: ਕਲਾਸੀਫਾਈਡ [1142, 476, 1365, 517]
nfl-sub2: ਨੰਗਲ ਇਕਾਈ : ਨਯਾ ਨੰਗਲ (ਪੰਜਾਬ) -140126 [169, 1448, 335, 1460]
tender-ref-title: ਟੈਂਡਰ ਨੋਟਿਸ ਰੈਫਰੈਂਸ ਨੰ. 2026/2889 ਮਿਤੀ 16.02.2026 [788, 1423, 1026, 1438]
railway-ad-code: 525/26 [1018, 1367, 1065, 1382]
table-row: 2 Catg-UMB-BXC-GMU-176-26-1 ਖਾਨਪਾਨ-ਜਨਰਲ ਮਾਈਨਰ ਯੂਨਿਟ) (ਸੈਲੇਬਲ) (ਆਕਾਰ 10' X 6') ਸਮੋਸਾ ਟਰਾਲੀ ਦੇ ਲਈ ਪਲੇਟਫਾਰਮ ਨੰਬਰ-1, ਬਰਨਾਲਾ (BXC) ਰੇਲਵੇ ਸਟੇਸ਼ਨ ਉੱਤੇ। 02.03.2026 ਨੂੰ 15:40 ਵਜੇ [749, 1163, 1065, 1199]
section-header-page3: ਸਫ਼ਾ 3 ਦੀਆਂ ਬਾਕੀਆਂ [749, 227, 1421, 297]
section-bars [63, 227, 1420, 297]
uco-bank-logo-icon: ◈ [175, 1029, 209, 1063]
article-body: ਕਪਿਲ ਸਿੱਬਲ ਨੂੰ ਕਿਹਾ, 'ਅਸੀਂ ਸੁਝਾਅ ਦਿੰਦੇ ਹਾਂ ਕਿ ਇਸ ਪਟੀਸ਼ਨ ਨੂੰ ਵਾਪਸ ਲਿਆ ਜਾਵੇ ਅਤੇ ਸਾਧਾਰਨ ਪਟੀਸ਼ਨ ਦਾਇਰ ਕੀਤੀ ਜਾਵੇ। ਨਿਜੀ ਵਿਚਾਰਾਂ ਉਤੇ ਪਾਬੰਦੀ ਕਿਵੇਂ ਲਗ ਸਕਦੀ ਹੈ?' ਬੈਂਚ ਨੇ ਕਿਹਾ ਕਿ ਵਿਚਾਰ ਪ੍ਰਗਟਾਵੇ ਦੀ ਆਜ਼ਾਦੀ ਸੰਵਿਧਾਨਕ ਹੱਕ ਹੈ ਪਰ ਇਸ ਦੀ ਦੁਰਵਰਤੋਂ ਕਰਨ ਵਾਲਿਆਂ ਵਿਰੁਧ ਕਾਨੂੰਨ ਆਪਣਾ ਕੰਮ ਕਰੇਗਾ। (ਪੀਟੀਆਈ) [63, 870, 392, 919]
nagar-panchayat-cheema-ad [401, 1301, 729, 1444]
box-title: ਬਿਆਨਬਾਜ਼ੀ [952, 606, 1070, 618]
article-body: ਦੋਸ਼ ਲਾਇਆ ਕਿ ਭਾਜਪਾ ਅੰਦਰ ਅਪਣਾ ਰਾਜ ਲਿਆਉਣ ਲਈ ਉਤਾਵਲੀ ਹੋ ਰਹੀ ਹੈ ਪਰ ਇਸ ਦਾ ਇਹ ਸੁਪਨਾ ਪੰਜਾਬ ਦੇ ਜਾਗਦੀ ਜ਼ਮੀਰ ਵਾਲੇ ਲੋਕ ਪੂਰਾ ਨਹੀਂ ਹੋਣ ਦੇਣਗੇ। ਖੰਡ ਮੰਡੀਆਂ ਵਿਚ ਸਰਕਾਰ ਦੀ ਗਰਾਂਟ ਸਾਂਭੇ ਜਾਣ ਅਤੇ ਸਲਾਹਕਾਰਾਂ ਦੀ ਫੌਜ ਤੇ ਸਰਕਾਰੀ ਖ਼ਜ਼ਾਨੇ ਵਿਚੋਂ ਕਰੋੜਾਂ ਖਰਚਣ ਦੇ ਸਵਾਲ ਚੁੱਕੇ। ਇਸ ਮੌਕੇ ਵਾਂਗਰ ਵੱਡੀ ਗਿਣਤੀ ਵਿਚ ਸਿਵਲ ਸੁਸਾਇਟੀ ਦੇ ਨੁਮਾਇੰਦੇ ਹਾਜ਼ਰ ਸਨ। [739, 671, 939, 756]
indusind-logo-icon: ◢ [409, 696, 421, 713]
pau-table [749, 1451, 1066, 1493]
tournament-title: ਆਲ ਇੰਡੀਆ ਸਿਵਲ ਸਰਵਿਸਿਜ਼ ਖੋ-ਖੋ [1125, 1066, 1382, 1088]
nsb-body: ਬੈਂਕ ਆਪਣੀਆਂ 44 ਬਰਾਂਚਾਂ ਲਈ Lipi Pass Book Printer ਦੀ AMC ਲਈ ਕੁਟੇਸ਼ਨਾਂ ਦੀ ਮੰਗ ਕਰਦਾ ਹੈ:- [1095, 812, 1407, 834]
tournament-title: ਟੂਰਨਾਮੈਂਟ ਲਈ ਟਰਾਇਲ [1171, 1088, 1336, 1110]
tata-capital-ad [63, 1664, 391, 1967]
table-row: 2. ਟੈਂਡਰ ਫੀਸ : ਜ਼ੀਰੋ [73, 1536, 382, 1551]
tata-body-1: ਆਮ ਜਨਤਾ ਅਤੇ ਵਿਸ਼ੇਸ਼ ਕਰਕੇ ਸ਼੍ਰੀਮਤੀ ਸੀਮਾ ਦੇਵੀ (ਕਰਜ਼ਦਾਰ) ਅਤੇ ਸ੍ਰੀ ਮਸਤਾਨ ਸਿੰਘ (ਸਹਿ ਕਰਜ਼ਦਾਰ) ਨੂੰ ਸੂਚਿਤ ਕੀਤਾ ਜਾਂਦਾ ਹੈ ਕਿ ਟਾਟਾ ਕੈਪੀਟਲ ਹਾਊਸਿੰਗ ਫਾਈਨਾਂਸ ਲਿਮ. (ਟੀਸੀਐਚਐਫਐਲ) ਦੇ ਅਧਿਕਾਰਤ ਅਫਸਰ ਵਜੋਂ ਸਰਫਾਇਸੀ ਐਕਟ 2002 ('ਐਕਟ') ਅਧੀਨ ਕਾਰਵਾਈ ਕਰਦਿਆਂ ਟੀਸੀਐਚਐਫਐਲ ਕੋਲ ਗਿਰਵੀ ਅਚੱਲ ਜਾਇਦਾਦ (ਹੇਠ ਦੱਸੀ ਗਈ) ਦੇ ਵਿਚ ਦਰਸਾਏ ਅਨੁਸਾਰ ਦਾ ਕੌਂਟੈਕਟ ਕਬਜ਼ਾ ਲੈ ਲਿਆ ਹੈ। ਬਹੁਤ ਸਾਰੇ ਨੋਟਿਸ ਦੇ ਬਾਵਜੂਦ, ਉਕਤ ਕਰਜ਼ਦਾਰ/ਸਹਿ ਕਰਜ਼ਦਾਰ ਅਤੇ ਗਰੰਟਰਾਂ ਵਲੋਂ ਬਕਾਇਆ ਅਦਾ ਨਾ ਕਰਨ ਕਰਕੇ ਗਿਰਵੀ ਜਾਇਦਾਦ ਵਿਚ ਪਈਆਂ ਲੁੜੀਂਦੀਆਂ ਹਰਕਤਾਂ ਵਿਚ ਅਗਲੇਰੀ ਕਾਰਵਾਈ ਕੀਤੀ ਜਾਵੇਗੀ। ਇਸ ਲਈ ਇਸ ਨੋਟਿਸ ਰਾਹੀਂ ਉਕਤ ਕਰਜ਼ਦਾਰ, ਸਹਿ ਕਰਜ਼ਦਾਰ ਅਤੇ ਗਰੰਟਰਾਂ ਨੂੰ ਇਸ ਨੋਟਿਸ ਦੀ ਪ੍ਰਕਾਸ਼ਨਾ ਦੇ 07 ਦਿਨਾਂ ਦੇ ਅੰਦਰ ਸੰਪਰਕ ਕਰਨ ਲਈ ਕਿਹਾ ਜਾਂਦਾ ਹੈ। [72, 1755, 383, 1837]
possession-body: ਜਦੋਂਕਿ ਅਦਿੱਤਿਆ ਬਿਰਲਾ ਹਾਊਸਿੰਗ ਫਾਈਨਾਂਸ ਲਿਮਟਿਡ ਦੇ ਨਿਮਨ ਹਸਤਾਖਰੀ ਅਧਿਕਾਰਤ ਅਫਸਰ ਨੇ ਸਕਿਓਰਿਟਾਈਜੇਸ਼ਨ ਤੇ ਰੀਕੰਸਟਰਕਸ਼ਨ ਆਫ ਫਾਈਨੈਂਸ਼ੀਅਲ ਅਸੈਟਸ ਐਂਡ ਇਨਫੋਰਸਮੈਂਟ ਆਫ ਸਕਿਓਰਿਟੀ ਇੰਟਰਸਟ ਐਕਟ 2002 (54 ਆਫ 2002) ਅਤੇ ਸਕਿਓਰਿਟੀ ਇੰਟਰਸਟ (ਇਨਫੋਰਸਮੈਂਟ) ਰੂਲਜ਼ 2002 ਦੇ ਰੂਲ 3 ਨਾਲ ਪੜ੍ਹੇ ਜਾਂਦੇ ਸੈਕਸ਼ਨ ਅੰਗ 13(12) ਅਧੀਨ ਮਿਲੇ ਅਧਿਕਾਰਾਂ ਦੀ ਵਰਤੋਂ ਕਰਦਿਆਂ ਮਿਤੀ 11.12.2024 ਨੂੰ ਡਿਮਾਂਡ ਨੋਟਿਸ ਜਾਰੀ ਕੀਤੇ ਜਾਣ ਕਰਕੇ ਕਰਜ਼ਦਾਰ ਪਰਮਜੀਤ ਸਿੰਘ ਅਤੇ ਦਵਿੰਦਰ ਕੌਰ ਨੂੰ ਨੋਟਿਸ ਵਿਚ ਦਰਸਾਈ ਰਕਮ ਰੁ. 20,27,953.14/- (ਵੀਹ ਲੱਖ ਸਤਾਈ ਹਜ਼ਾਰ ਨੌਂ ਸੌ ਤਰਵੰਜਾ ਰੁ. ਚੌਦਾਂ ਪੈਸੇ ਸਿਰਫ) ਉਕਤ ਨੋਟਿਸ ਪ੍ਰਾਪਤ ਹੋਣ ਦੀ ਮਿਤੀ ਦੇ 60 ਦਿਨਾਂ ਦੇ ਅੰਦਰ ਅਦਾ ਕਰਨ ਲਈ ਕਿਹਾ ਗਿਆ ਸੀ। ਕਰਜ਼ਦਾਰ ਰਕਮ ਅਦਾ ਕਰਨ ਵਿਚ ਅਸਫਲ ਰਹੇ, ਇਸ ਲਈ ਇਸ ਨੋਟਿਸ ਰਾਹੀਂ ਕਰਜ਼ਦਾਰ ਅਤੇ ਆਮ ਜਨਤਾ ਨੂੰ ਸੂਚਿਤ ਕੀਤਾ ਜਾਂਦਾ ਹੈ ਕਿ ਨਿਮਨ ਹਸਤਾਖਰੀ ਨੇ ਉਕਤ ਰੂਲਜ਼ ਦੇ ਰੂਲ 8 ਨਾਲ ਪੜ੍ਹੇ ਜਾਂਦੇ ਐਕਟ ਦੇ ਸੈਕਸ਼ਨ 13(4) ਅਧੀਨ ਮਿਲੇ ਅਧਿਕਾਰਾਂ ਦੀ ਵਰਤੋਂ ਕਰਦਿਆਂ 16 ਫਰਵਰੀ, 2026 ਨੂੰ ਹੇਠ ਦਰਸਾਈ ਜਾਇਦਾਦ ਦਾ ਕਬਜ਼ਾ ਲੈ ਲਿਆ ਹੈ। [410, 1561, 721, 1664]
article [401, 311, 729, 529]
nfl-intro: ਹੇਠ ਲਿਖਿਆਂ ਲਈ ਦੋ ਭਾਗ ਬੋਲੀ ਪ੍ਰਣਾਲੀ ਰਾਹੀਂ ਆਨਲਾਈਨ ਬੋਲੀਆਂ ਮੰਗੀਆਂ ਜਾਂਦੀਆਂ ਹਨ। [72, 1496, 341, 1506]
sports-stadium-line: ਹਾਕੀ ਸਟੇਡੀਅਮ ਸੈਕਟਰ 42 ਚੰਡੀਗੜ੍ਹ [1135, 977, 1372, 997]
nfl-tender-title: ਟੈਂਡਰ ਸੱਦਾ ਸੂਚਨਾ [65, 1464, 389, 1480]
th: ਲੜੀ ਨੰ. [73, 1284, 101, 1310]
possession-date-place: ਮਿਤੀ : 16.02.2026 ਸਥਾਨ : ਪਟਿਆਲਾ [410, 1750, 476, 1773]
article-headline: ਡਰ ਦਾ ਮਾਹੌਲ ਬਣਾ ਕੇ ਭਾਜਪਾ ਸੁੱਖ 'ਚ ਲਿਆਉਣਾ ਚਾਹੁੰਦੀ ਹੈ ਗਵਰਨਰ ਰਾਜ : ਬਘੇਲ [740, 602, 938, 665]
notice-signature: ਸੁਪਰਡਿੰਨਟੈਂਡਿੰਗ ਇੰਜੀਨੀਅਰ (ਟੀਆਈਸੀ) ਮਿਉਂਸਪਲ ਕਾਰਪੋਰੇਸ਼ਨ ਲੁਧਿਆਣਾ [584, 1260, 721, 1283]
property-subhead: ਅਚੱਲ ਸੰਪਤੀ ਦਾ ਵੇਰਵਾ [1088, 1522, 1419, 1535]
railway-title: ਉੱਤਰ ਰੇਲਵੇ [832, 1009, 982, 1038]
possession-title: ਅੰਤਿਕਾ IV [ਸਕਿਓਰਿਟੀ ਇੰਟਰਸਟ (ਇਨਫੋਰਸਮੈਂਟ) ਰੂਲਜ਼, 2002 ਦੇ [415, 1531, 715, 1546]
table-row: 2. ਕੋਰਾ ਡਿਸਟੀ ਦੇ O/L RD 54353-R ਦੇ ਵਾਟਰਕੋਰਸ ਦੀ ਲਾਈਨਿੰਗ ਲਈ ਅਤੇ ਪਿੰਡ ਮੱਲਾਂ ਕੋਠੀਆਂ/ਸਧਾਣਾ ਉਧਾ/ਸਧਾਣਾ ਸਿੰਘ ਜ਼ਿਲ੍ਹਾ ਮੋਗਾ ਦੀ ਖੋਜ ਨਹਿਰ ਵਿਚ ਯੂਨੀਅਨ ਆਬਾਦੀਆਂ ਵਿਚ। 02/2026, 16.02.2026 [749, 1923, 1065, 1959]
th: ਈ ਟੈਂਡਰ ਨੋਟਿਸ ਨੰ. ਅਤੇ ਮਿਤੀ [298, 1284, 381, 1310]
aditya-birla-possession-ad [401, 1454, 729, 1781]
pspcl-ad-code: C241/26 [1034, 1782, 1066, 1793]
article-body: ਜੌਰੀ ਨੇ ਕਿਹਾ, 'ਕੁਝ ਦਿਨ ਪਹਿਲਾਂ, ਅਸੀਂ ਯੂਰਪੀਅਨ ਯੂਨੀਅਨ ਨਾਲ ਭਾਰਤ ਦੇ ਇਤਿਹਾਸ ਦੇ ਸੱਭ ਤੋਂ ਵੱਡੇ ਸੌਦੇ 'ਤੇ ਮੁਕਤ ਵਪਾਰ ਸਮਝੌਤਾ ਕੀਤਾ ਹੈ।' ਪ੍ਰਧਾਨ ਮੰਤਰੀ ਨੇ ਭਾਰਤ-ਫਰਾਂਸ ਸਬੰਧਾਂ ਨੂੰ ਆਪਸੀ ਭਰੋਸੇ ਅਤੇ ਸਾਂਝੀਆਂ ਕਦਰਾਂ ਕੀਮਤਾਂ ਦੀ ਮਿਸਾਲ ਦਸਿਆ ਅਤੇ ਕਿਹਾ ਕਿ ਦੋਵੇਂ ਮੁਲਕ ਅਤਿਵਾਦ ਵਿਰੁਧ ਲੜਾਈ ਵਿਚ ਮੋਢੇ ਨਾਲ ਮੋਢਾ ਜੋੜ ਕੇ ਖੜੇ ਹਨ। (ਪੀਟੀਆਈ) [63, 635, 392, 683]
article-headline: ਨਸ਼ਿਆਂ ਵਿਰੁਧ ਯੁੱਧ ਦੇ ਮੋਰਚੇ ਵਿਚ ਹਰ ਪਿੰਡ ਦੀ ਡਿਫੈਂਸ ਕਮੇਟੀ ਬਣੇ ਫਰੰਟ ਲਾਈਨ ਯੋਧਾ : ਪੰਨੂ [408, 538, 723, 611]
mc-ludhiana-eoi-ad [401, 1149, 729, 1292]
psb-logo-icon: ਪ [750, 776, 784, 810]
notice-signature: ਸੁਪਰਡਿੰਨਟੈਂਡਿੰਗ ਇੰਜੀਨੀਅਰ (ਟੀਆਈਸੀ) ਮਿਉਂਸਪਲ ਕਾਰਪੋਰੇਸ਼ਨ ਲੁਧਿਆਣਾ [584, 1108, 721, 1131]
possession-signature: ਅਧਿਕਾਰਤ ਅਧਿਕਾਰੀ (100-ਤਸਵੀਰ) [1345, 1584, 1412, 1604]
nfl-logo-icon: NFL [72, 1415, 116, 1459]
uco-date: ਮਿਤੀ: 17.02.2026 [72, 1203, 136, 1214]
possession-title: ਕਬਜ਼ਾ ਨੋਟਿਸ [1228, 1349, 1279, 1361]
indusind-note: ਕਰਜ਼ਦਾਰ ਨਿਲਾਮੀ ਸ਼ੁਰੂ ਹੋਣ ਤੋਂ ਪਹਿਲਾਂ ਪੂਰੀ ਲੋਨ ਬਕਾਇਆ ਰਕਮ ਅਦਾ ਕਰਕੇ ਦਾ ਵਿਕਲਪ ਵਰਤ ਸਕਦੇ ਹਨ। [410, 911, 721, 931]
sports-signature: ਜੁਆਇੰਟ ਡਾਇਰੈਕਟਰ ਸਪੋਰਟਸ, ਲਈ ਡਾਇਰੈਕਟਰ ਸਪੋਰਟਸ, ਚੰਡੀਗੜ੍ਹ ਪ੍ਰਸ਼ਾਸਨ [1306, 1218, 1411, 1252]
nsb-signature: ਜ਼ਿਲ੍ਹਾ ਮੈਨੇਜਰ [1362, 880, 1411, 891]
notice-title: ਰੁਚੀ ਦਾ ਪ੍ਰਗਟਾਵਾ [520, 1189, 610, 1205]
tata-addr1: ਰਜਿ. ਦਫ਼ਤਰ : 11ਵੀਂ ਮੰਜ਼ਿਲ, ਟਾਵਰ ਏ, ਪੈਨਿਨਸੁਲਾ ਬਿਜ਼ਨਸ ਪਾਰਕ, ਗਣਪਤਰਾਓ ਕਦਮ ਮਾਰਗ, ਲੋਅਰ ਪਰੇਲ, ਮੁੰਬਈ 400013 [125, 1692, 379, 1712]
masthead [78, 133, 1422, 223]
table-row: 4. ਕੰਮ ਦੀ ਅਨੁਮਾਨਤ ਲਾਗਤ : ਰੁ. 388.92 ਲੱਖ (ਸੰਕੇਤ ਮਾਤਰ) [73, 1567, 382, 1582]
